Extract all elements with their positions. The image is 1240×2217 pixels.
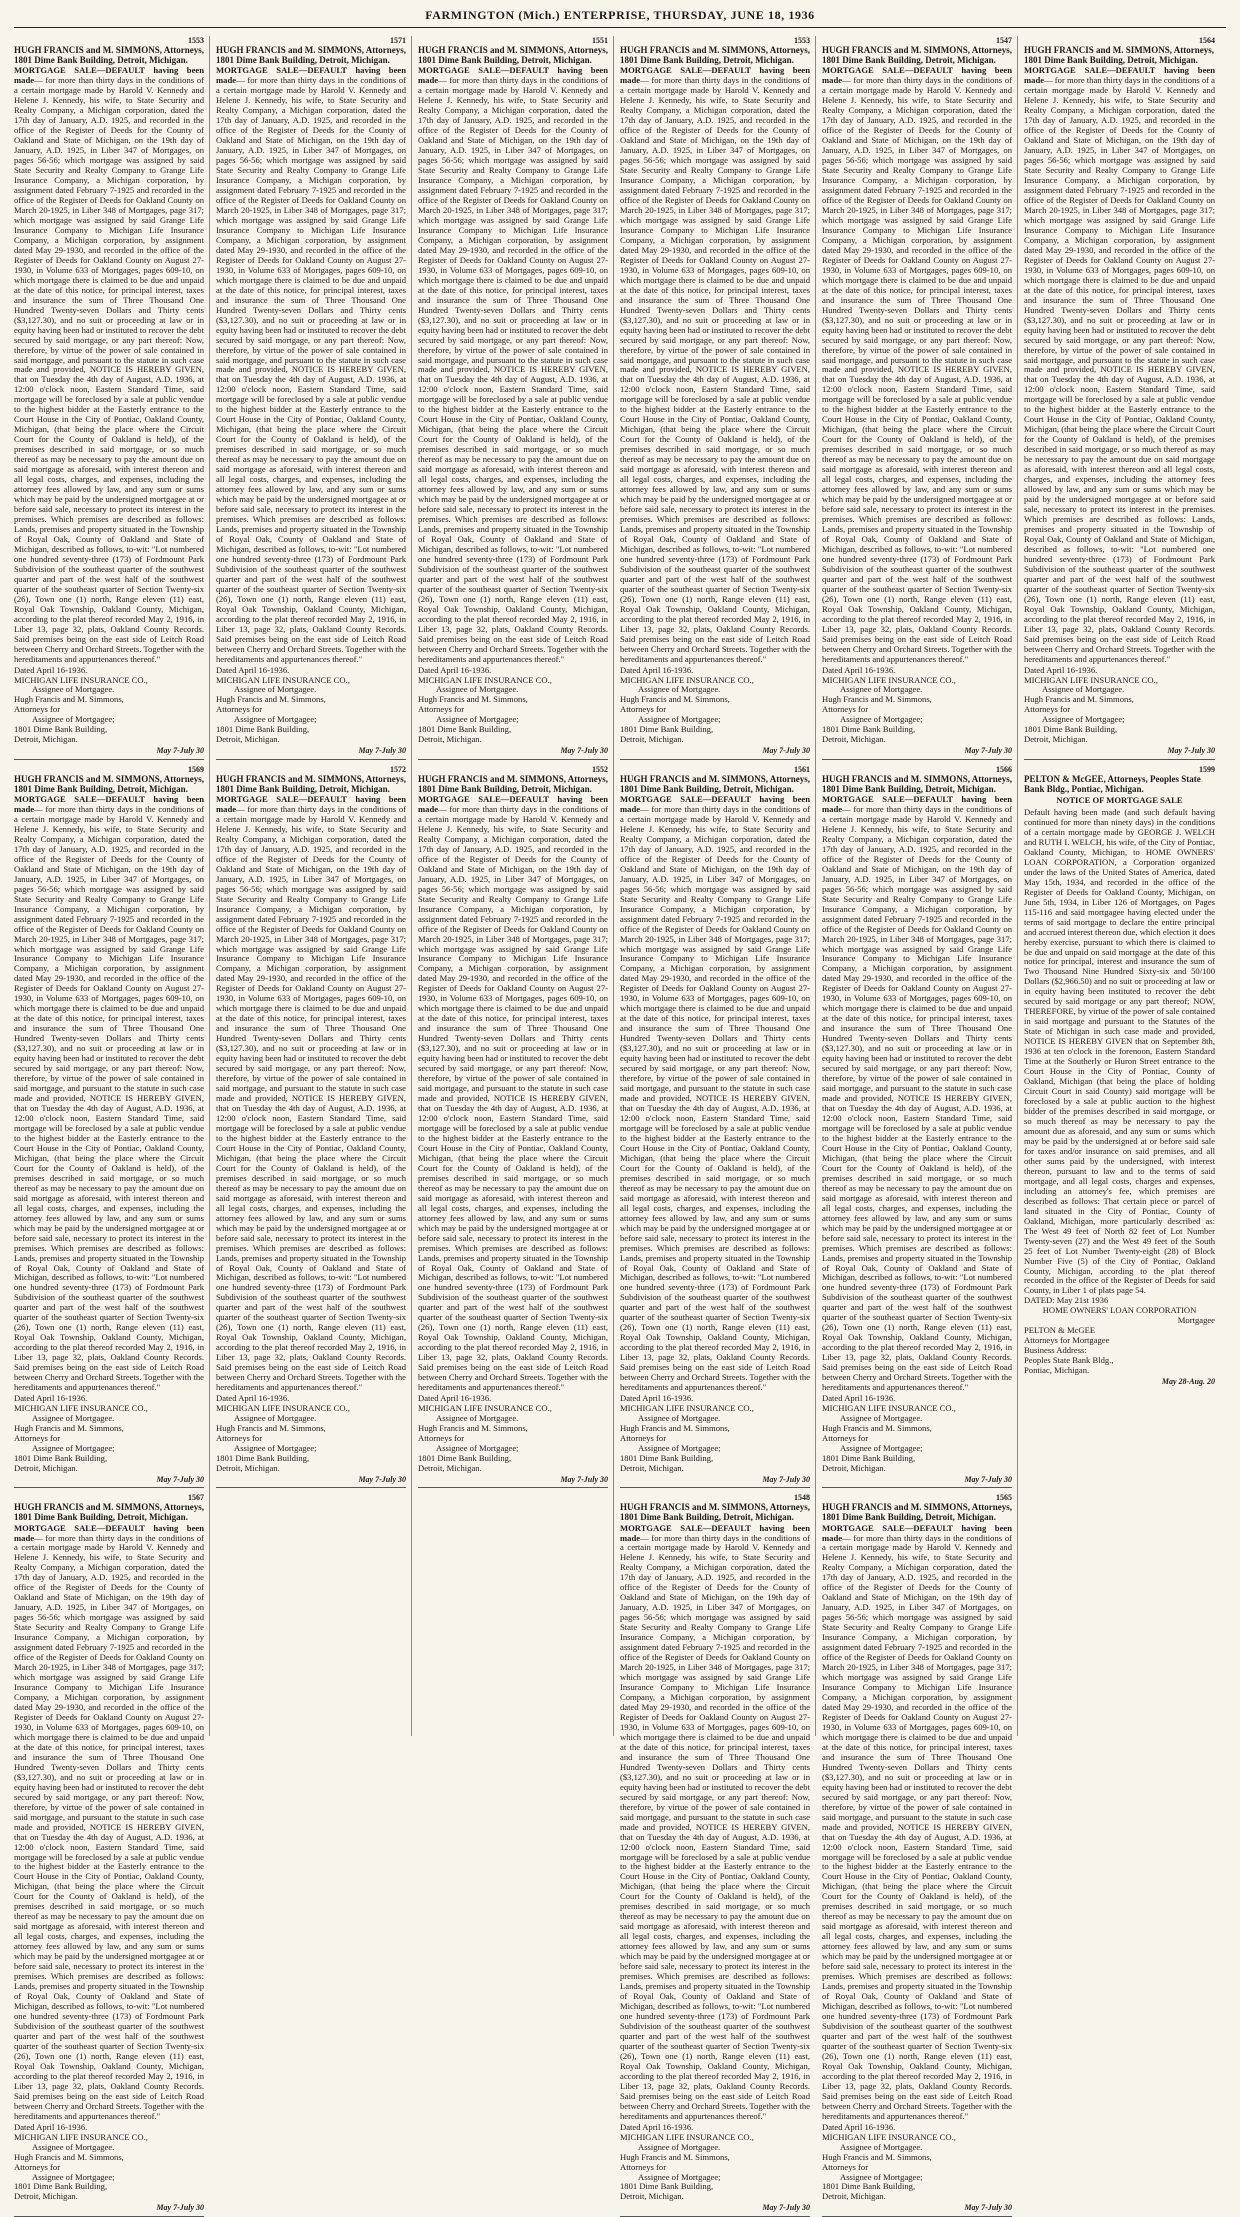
- column-3: [418, 36, 614, 1736]
- notice-address1: 1801 Dime Bank Building,: [620, 2181, 714, 2192]
- column-4: [620, 36, 816, 2213]
- notice-signature: [1024, 666, 1215, 746]
- notice-assignee: Assignee of Mortgagee.: [32, 2141, 115, 2152]
- notice-address1: 1801 Dime Bank Building,: [14, 724, 108, 735]
- notice-company: MICHIGAN LIFE INSURANCE CO.,: [14, 2131, 148, 2142]
- notice-attorneys-for: Attorneys for: [620, 1432, 667, 1443]
- notice-address2: Detroit, Michigan.: [216, 734, 280, 745]
- notice-signature: [620, 2123, 810, 2203]
- notice-header: HUGH FRANCIS and M. SIMMONS, Attorneys, 1801 Dime Bank Building, Detroit, Michigan.: [216, 773, 407, 794]
- notice-firm-role: Attorneys for Mortgagee: [1024, 1335, 1110, 1346]
- notice-number: 1572: [390, 764, 406, 774]
- legal-notice: [418, 765, 608, 1489]
- notice-address2: Detroit, Michigan.: [822, 1462, 886, 1473]
- notice-attorneys: Hugh Francis and M. Simmons,: [418, 1423, 528, 1434]
- notice-number: 1571: [390, 36, 406, 45]
- notice-assignee: Assignee of Mortgagee.: [1042, 684, 1125, 695]
- pelton-notice: [1024, 765, 1215, 1387]
- notice-dates: May 7-July 30: [1167, 746, 1215, 756]
- notice-address1: 1801 Dime Bank Building,: [14, 2181, 108, 2192]
- notice-signature: [14, 666, 204, 746]
- notice-body: MORTGAGE SALE—DEFAULT having been made— for more than thirty days in the conditions of a certain mortgage made by Harold V. Kennedy and Helene J. Kennedy, his wife, to State Security and Realty Company, a Michigan corporation, dated the 17th day of January, A.D. 1925, and recorded in the office of the Register of Deeds for the County of Oakland and State of Michigan, on the 19th day of January, A.D. 1925, in Liber 347 of Mortgages, on pages 56-56; which mortgage was assigned by said State Security and Realty Company to Grange Life Insurance Company, a Michigan corporation, by assignment dated February 7-1925 and recorded in the office of the Register of Deeds for Oakland County on March 20-1925, in Liber 348 of Mortgages, page 317; which mortgage was assigned by said Grange Life Insurance Company to Michigan Life Insurance Company, a Michigan corporation, by assignment dated May 29-1930, and recorded in the office of the Register of Deeds for Oakland County on August 27-1930, in Volume 633 of Mortgages, pages 609-10, on which mortgage there is claimed to be due and unpaid at the date of this notice, for principal interest, taxes and insurance the sum of Three Thousand One Hundred Twenty-seven Dollars and Thirty cents ($3,127.30), and no suit or proceeding at law or in equity having been had or instituted to recover the debt secured by said mortgage, or any part thereof: Now, therefore, by virtue of the power of sale contained in said mortgage, and pursuant to the statute in such case made and provided, NOTICE IS HEREBY GIVEN, that on Tuesday the 4th day of August, A.D. 1936, at 12:00 o'clock noon, Eastern Standard Time, said mortgage will be foreclosed by a sale at public vendue to the highest bidder at the Easterly entrance to the Court House in the City of Pontiac, Oakland County, Michigan, (that being the place where the Circuit Court for the County of Oakland is held), of the premises described in said mortgage, or so much thereof as may be necessary to pay the amount due on said mortgage as aforesaid, with interest thereon and all legal costs, charges, and expenses, including the attorney fees allowed by law, and any sum or sums which may be paid by the undersigned mortgagee at or before said sale, necessary to protect its interest in the premises. Which premises are described as follows: Lands, premises and property situated in the Township of Royal Oak, County of Oakland and State of Michigan, described as follows, to-wit: "Lot numbered one hundred seventy-three (173) of Fordmount Park Subdivision of the southeast quarter of the southwest quarter and part of the west half of the southwest quarter of the southeast quarter of Section Twenty-six (26), Town one (1) north, Range eleven (11) east, Royal Oak Township, Oakland County, Michigan, according to the plat thereof recorded May 2, 1916, in Liber 13, page 32, plats, Oakland County Records. Said premises being on the east side of Leitch Road between Cherry and Orchard Streets. Together with the hereditaments and appurtenances thereof.": [822, 1522, 1012, 2121]
- notice-lead: MORTGAGE SALE—DEFAULT having been made: [822, 65, 1012, 86]
- notice-divider: [216, 759, 406, 760]
- notice-assignee: Assignee of Mortgagee.: [32, 1413, 115, 1424]
- notice-company: MICHIGAN LIFE INSURANCE CO.,: [216, 674, 350, 685]
- notice-dates: May 28-Aug. 20: [1161, 1377, 1215, 1387]
- notice-dated: Dated April 16-1936.: [1024, 664, 1098, 675]
- notice-number: 1564: [1199, 36, 1215, 45]
- notice-divider: [620, 1487, 810, 1488]
- notice-header: HUGH FRANCIS and M. SIMMONS, Attorneys, 1801 Dime Bank Building, Detroit, Michigan.: [418, 45, 609, 66]
- notice-dates: May 7-July 30: [762, 1474, 810, 1484]
- notice-company: MICHIGAN LIFE INSURANCE CO.,: [1024, 674, 1158, 685]
- notice-text: for more than thirty days in the conditions of a certain mortgage made by Harold V. Kennedy and Helene J. Kennedy, his wife, to State Security and Realty Company, a Michigan corporation, dated the 17th day of January, A.D. 1925, and recorded in the office of the Register of Deeds for the County of Oakland and State of Michigan, on the 19th day of January, A.D. 1925, in Liber 347 of Mortgages, on pages 56-56; which mortgage was assigned by said State Security and Realty Company to Grange Life Insurance Company, a Michigan corporation, by assignment dated February 7-1925 and recorded in the office of the Register of Deeds for Oakland County on March 20-1925, in Liber 348 of Mortgages, page 317; which mortgage was assigned by said Grange Life Insurance Company to Michigan Life Insurance Company, a Michigan corporation, by assignment dated May 29-1930, and recorded in the office of the Register of Deeds for Oakland County on August 27-1930, in Volume 633 of Mortgages, pages 609-10, on which mortgage there is claimed to be due and unpaid at the date of this notice, for principal interest, taxes and insurance the sum of Three Thousand One Hundred Twenty-seven Dollars and Thirty cents ($3,127.30), and no suit or proceeding at law or in equity having been had or instituted to recover the debt secured by said mortgage, or any part thereof: Now, therefore, by virtue of the power of sale contained in said mortgage, and pursuant to the statute in such case made and provided, NOTICE IS HEREBY GIVEN, that on Tuesday the 4th day of August, A.D. 1936, at 12:00 o'clock noon, Eastern Standard Time, said mortgage will be foreclosed by a sale at public vendue to the highest bidder at the Easterly entrance to the Court House in the City of Pontiac, Oakland County, Michigan, (that being the place where the Circuit Court for the County of Oakland is held), of the premises described in said mortgage, or so much thereof as may be necessary to pay the amount due on said mortgage as aforesaid, with interest thereon and all legal costs, charges, and expenses, including the attorney fees allowed by law, and any sum or sums which may be paid by the undersigned mortgagee at or before said sale, necessary to protect its interest in the premises. Which premises are described as follows: Lands, premises and property situated in the Township of Royal Oak, County of Oakland and State of Michigan, described as follows, to-wit: "Lot numbered one hundred seventy-three (173) of Fordmount Park Subdivision of the southeast quarter of the southwest quarter and part of the west half of the southwest quarter of the southeast quarter of Section Twenty-six (26), Town one (1) north, Range eleven (11) east, Royal Oak Township, Oakland County, Michigan, according to the plat thereof recorded May 2, 1916, in Liber 13, page 32, plats, Oakland County Records. Said premises being on the east side of Leitch Road between Cherry and Orchard Streets. Together with the hereditaments and appurtenances thereof.": [822, 1532, 1012, 2121]
- notice-attorneys-for: Attorneys for: [216, 704, 263, 715]
- notice-body: MORTGAGE SALE—DEFAULT having been made— for more than thirty days in the conditions of a certain mortgage made by Harold V. Kennedy and Helene J. Kennedy, his wife, to State Security and Realty Company, a Michigan corporation, dated the 17th day of January, A.D. 1925, and recorded in the office of the Register of Deeds for the County of Oakland and State of Michigan, on the 19th day of January, A.D. 1925, in Liber 347 of Mortgages, on pages 56-56; which mortgage was assigned by said State Security and Realty Company to Grange Life Insurance Company, a Michigan corporation, by assignment dated February 7-1925 and recorded in the office of the Register of Deeds for Oakland County on March 20-1925, in Liber 348 of Mortgages, page 317; which mortgage was assigned by said Grange Life Insurance Company to Michigan Life Insurance Company, a Michigan corporation, by assignment dated May 29-1930, and recorded in the office of the Register of Deeds for Oakland County on August 27-1930, in Volume 633 of Mortgages, pages 609-10, on which mortgage there is claimed to be due and unpaid at the date of this notice, for principal interest, taxes and insurance the sum of Three Thousand One Hundred Twenty-seven Dollars and Thirty cents ($3,127.30), and no suit or proceeding at law or in equity having been had or instituted to recover the debt secured by said mortgage, or any part thereof: Now, therefore, by virtue of the power of sale contained in said mortgage, and pursuant to the statute in such case made and provided, NOTICE IS HEREBY GIVEN, that on Tuesday the 4th day of August, A.D. 1936, at 12:00 o'clock noon, Eastern Standard Time, said mortgage will be foreclosed by a sale at public vendue to the highest bidder at the Easterly entrance to the Court House in the City of Pontiac, Oakland County, Michigan, (that being the place where the Circuit Court for the County of Oakland is held), of the premises described in said mortgage, or so much thereof as may be necessary to pay the amount due on said mortgage as aforesaid, with interest thereon and all legal costs, charges, and expenses, including the attorney fees allowed by law, and any sum or sums which may be paid by the undersigned mortgagee at or before said sale, necessary to protect its interest in the premises. Which premises are described as follows: Lands, premises and property situated in the Township of Royal Oak, County of Oakland and State of Michigan, described as follows, to-wit: "Lot numbered one hundred seventy-three (173) of Fordmount Park Subdivision of the southeast quarter of the southwest quarter and part of the west half of the southwest quarter of the southeast quarter of Section Twenty-six (26), Town one (1) north, Range eleven (11) east, Royal Oak Township, Oakland County, Michigan, according to the plat thereof recorded May 2, 1916, in Liber 13, page 32, plats, Oakland County Records. Said premises being on the east side of Leitch Road between Cherry and Orchard Streets. Together with the hereditaments and appurtenances thereof.": [620, 65, 810, 664]
- notice-address1: 1801 Dime Bank Building,: [620, 724, 714, 735]
- column-5: [822, 36, 1018, 2213]
- notice-body: Default having been made (and such default having continued for more than ninety days) in the conditions of a certain mortgage made by GEORGE J. WELCH and RUTH I. WELCH, his wife, of the City of Pontiac, Oakland County, Michigan, to HOME OWNERS' LOAN CORPORATION, a Corporation organized under the laws of the United States of America, dated May 15th, 1934, and recorded in the office of the Register of Deeds for Oakland County, Michigan, on June 5th, 1934, in Liber 126 of Mortgages, on Pages 115-116 and said mortgagee having elected under the terms of said mortgage to declare the entire principal and accrued interest thereon due, which election it does hereby exercise, pursuant to which there is claimed to be due and unpaid on said mortgage at the date of this notice for principal, interest and insurance the sum of Two Thousand Nine Hundred Sixty-six and 50/100 Dollars ($2,966.50) and no suit or proceeding at law or in equity having been instituted to recover the debt secured by said mortgage or any part thereof; NOW, THEREFORE, by virtue of the power of sale contained in said mortgage and pursuant to the Statutes of the State of Michigan in such case made and provided, NOTICE IS HEREBY GIVEN that on September 8th, 1936 at ten o'clock in the forenoon, Eastern Standard Time at the Southerly or Huron Street entrance to the Court House in the City of Pontiac, County of Oakland, Michigan (that being the place of holding Circuit Court in said County) said mortgage will be foreclosed by a sale at public auction to the highest bidder of the premises described in said mortgage, or so much thereof as may be necessary to pay the amount due as aforesaid, and any sum or sums which may be paid by the undersigned at or before said sale for taxes and/or insurance on said premises, and all other sums paid by the undersigned, with interest thereon, pursuant to law and to the terms of said mortgage, and all legal costs, charges and expenses, including an attorney's fee, which premises are described as follows: That certain piece or parcel of land situated in the City of Pontiac, County of Oakland, Michigan, more particularly described as: The West 49 feet of North 82 feet of Lot Number Twenty-seven (27) and the West 49 feet of the South 25 feet of Lot Number Twenty-eight (28) of Block Number Five (5) of the City of Pontiac, Oakland County, Michigan, according to the plat thereof recorded in the office of the Register of Deeds for said County, in Liber 1 of plats page 54.: [1024, 806, 1215, 1296]
- notice-address2: Detroit, Michigan.: [822, 734, 886, 745]
- legal-notice: [216, 765, 406, 1489]
- notice-dates: May 7-July 30: [156, 2203, 204, 2213]
- notice-signature: [620, 1394, 810, 1474]
- notice-body: MORTGAGE SALE—DEFAULT having been made— for more than thirty days in the conditions of a certain mortgage made by Harold V. Kennedy and Helene J. Kennedy, his wife, to State Security and Realty Company, a Michigan corporation, dated the 17th day of January, A.D. 1925, and recorded in the office of the Register of Deeds for the County of Oakland and State of Michigan, on the 19th day of January, A.D. 1925, in Liber 347 of Mortgages, on pages 56-56; which mortgage was assigned by said State Security and Realty Company to Grange Life Insurance Company, a Michigan corporation, by assignment dated February 7-1925 and recorded in the office of the Register of Deeds for Oakland County on March 20-1925, in Liber 348 of Mortgages, page 317; which mortgage was assigned by said Grange Life Insurance Company to Michigan Life Insurance Company, a Michigan corporation, by assignment dated May 29-1930, and recorded in the office of the Register of Deeds for Oakland County on August 27-1930, in Volume 633 of Mortgages, pages 609-10, on which mortgage there is claimed to be due and unpaid at the date of this notice, for principal interest, taxes and insurance the sum of Three Thousand One Hundred Twenty-seven Dollars and Thirty cents ($3,127.30), and no suit or proceeding at law or in equity having been had or instituted to recover the debt secured by said mortgage, or any part thereof: Now, therefore, by virtue of the power of sale contained in said mortgage, and pursuant to the statute in such case made and provided, NOTICE IS HEREBY GIVEN, that on Tuesday the 4th day of August, A.D. 1936, at 12:00 o'clock noon, Eastern Standard Time, said mortgage will be foreclosed by a sale at public vendue to the highest bidder at the Easterly entrance to the Court House in the City of Pontiac, Oakland County, Michigan, (that being the place where the Circuit Court for the County of Oakland is held), of the premises described in said mortgage, or so much thereof as may be necessary to pay the amount due on said mortgage as aforesaid, with interest thereon and all legal costs, charges, and expenses, including the attorney fees allowed by law, and any sum or sums which may be paid by the undersigned mortgagee at or before said sale, necessary to protect its interest in the premises. Which premises are described as follows: Lands, premises and property situated in the Township of Royal Oak, County of Oakland and State of Michigan, described as follows, to-wit: "Lot numbered one hundred seventy-three (173) of Fordmount Park Subdivision of the southeast quarter of the southwest quarter and part of the west half of the southwest quarter of the southeast quarter of Section Twenty-six (26), Town one (1) north, Range eleven (11) east, Royal Oak Township, Oakland County, Michigan, according to the plat thereof recorded May 2, 1916, in Liber 13, page 32, plats, Oakland County Records. Said premises being on the east side of Leitch Road between Cherry and Orchard Streets. Together with the hereditaments and appurtenances thereof.": [216, 793, 406, 1393]
- notice-assignee2: Assignee of Mortgagee;: [436, 1442, 519, 1453]
- notice-lead: MORTGAGE SALE—DEFAULT having been made: [620, 1522, 810, 1543]
- notice-body: MORTGAGE SALE—DEFAULT having been made— for more than thirty days in the conditions of a certain mortgage made by Harold V. Kennedy and Helene J. Kennedy, his wife, to State Security and Realty Company, a Michigan corporation, dated the 17th day of January, A.D. 1925, and recorded in the office of the Register of Deeds for the County of Oakland and State of Michigan, on the 19th day of January, A.D. 1925, in Liber 347 of Mortgages, on pages 56-56; which mortgage was assigned by said State Security and Realty Company to Grange Life Insurance Company, a Michigan corporation, by assignment dated February 7-1925 and recorded in the office of the Register of Deeds for Oakland County on March 20-1925, in Liber 348 of Mortgages, page 317; which mortgage was assigned by said Grange Life Insurance Company to Michigan Life Insurance Company, a Michigan corporation, by assignment dated May 29-1930, and recorded in the office of the Register of Deeds for Oakland County on August 27-1930, in Volume 633 of Mortgages, pages 609-10, on which mortgage there is claimed to be due and unpaid at the date of this notice, for principal interest, taxes and insurance the sum of Three Thousand One Hundred Twenty-seven Dollars and Thirty cents ($3,127.30), and no suit or proceeding at law or in equity having been had or instituted to recover the debt secured by said mortgage, or any part thereof: Now, therefore, by virtue of the power of sale contained in said mortgage, and pursuant to the statute in such case made and provided, NOTICE IS HEREBY GIVEN, that on Tuesday the 4th day of August, A.D. 1936, at 12:00 o'clock noon, Eastern Standard Time, said mortgage will be foreclosed by a sale at public vendue to the highest bidder at the Easterly entrance to the Court House in the City of Pontiac, Oakland County, Michigan, (that being the place where the Circuit Court for the County of Oakland is held), of the premises described in said mortgage, or so much thereof as may be necessary to pay the amount due on said mortgage as aforesaid, with interest thereon and all legal costs, charges, and expenses, including the attorney fees allowed by law, and any sum or sums which may be paid by the undersigned mortgagee at or before said sale, necessary to protect its interest in the premises. Which premises are described as follows: Lands, premises and property situated in the Township of Royal Oak, County of Oakland and State of Michigan, described as follows, to-wit: "Lot numbered one hundred seventy-three (173) of Fordmount Park Subdivision of the southeast quarter of the southwest quarter and part of the west half of the southwest quarter of the southeast quarter of Section Twenty-six (26), Town one (1) north, Range eleven (11) east, Royal Oak Township, Oakland County, Michigan, according to the plat thereof recorded May 2, 1916, in Liber 13, page 32, plats, Oakland County Records. Said premises being on the east side of Leitch Road between Cherry and Orchard Streets. Together with the hereditaments and appurtenances thereof.": [822, 65, 1012, 664]
- notice-dated: Dated April 16-1936.: [822, 2121, 896, 2132]
- notice-bank: Peoples State Bank Bldg.,: [1024, 1355, 1114, 1366]
- notice-header: HUGH FRANCIS and M. SIMMONS, Attorneys, 1801 Dime Bank Building, Detroit, Michigan.: [14, 1502, 205, 1523]
- notice-body: MORTGAGE SALE—DEFAULT having been made— for more than thirty days in the conditions of a certain mortgage made by Harold V. Kennedy and Helene J. Kennedy, his wife, to State Security and Realty Company, a Michigan corporation, dated the 17th day of January, A.D. 1925, and recorded in the office of the Register of Deeds for the County of Oakland and State of Michigan, on the 19th day of January, A.D. 1925, in Liber 347 of Mortgages, on pages 56-56; which mortgage was assigned by said State Security and Realty Company to Grange Life Insurance Company, a Michigan corporation, by assignment dated February 7-1925 and recorded in the office of the Register of Deeds for Oakland County on March 20-1925, in Liber 348 of Mortgages, page 317; which mortgage was assigned by said Grange Life Insurance Company to Michigan Life Insurance Company, a Michigan corporation, by assignment dated May 29-1930, and recorded in the office of the Register of Deeds for Oakland County on August 27-1930, in Volume 633 of Mortgages, pages 609-10, on which mortgage there is claimed to be due and unpaid at the date of this notice, for principal interest, taxes and insurance the sum of Three Thousand One Hundred Twenty-seven Dollars and Thirty cents ($3,127.30), and no suit or proceeding at law or in equity having been had or instituted to recover the debt secured by said mortgage, or any part thereof: Now, therefore, by virtue of the power of sale contained in said mortgage, and pursuant to the statute in such case made and provided, NOTICE IS HEREBY GIVEN, that on Tuesday the 4th day of August, A.D. 1936, at 12:00 o'clock noon, Eastern Standard Time, said mortgage will be foreclosed by a sale at public vendue to the highest bidder at the Easterly entrance to the Court House in the City of Pontiac, Oakland County, Michigan, (that being the place where the Circuit Court for the County of Oakland is held), of the premises described in said mortgage, or so much thereof as may be necessary to pay the amount due on said mortgage as aforesaid, with interest thereon and all legal costs, charges, and expenses, including the attorney fees allowed by law, and any sum or sums which may be paid by the undersigned mortgagee at or before said sale, necessary to protect its interest in the premises. Which premises are described as follows: Lands, premises and property situated in the Township of Royal Oak, County of Oakland and State of Michigan, described as follows, to-wit: "Lot numbered one hundred seventy-three (173) of Fordmount Park Subdivision of the southeast quarter of the southwest quarter and part of the west half of the southwest quarter of the southeast quarter of Section Twenty-six (26), Town one (1) north, Range eleven (11) east, Royal Oak Township, Oakland County, Michigan, according to the plat thereof recorded May 2, 1916, in Liber 13, page 32, plats, Oakland County Records. Said premises being on the east side of Leitch Road between Cherry and Orchard Streets. Together with the hereditaments and appurtenances thereof.": [14, 65, 204, 664]
- notice-text: for more than thirty days in the conditions of a certain mortgage made by Harold V. Kennedy and Helene J. Kennedy, his wife, to State Security and Realty Company, a Michigan corporation, dated the 17th day of January, A.D. 1925, and recorded in the office of the Register of Deeds for the County of Oakland and State of Michigan, on the 19th day of January, A.D. 1925, in Liber 347 of Mortgages, on pages 56-56; which mortgage was assigned by said State Security and Realty Company to Grange Life Insurance Company, a Michigan corporation, by assignment dated February 7-1925 and recorded in the office of the Register of Deeds for Oakland County on March 20-1925, in Liber 348 of Mortgages, page 317; which mortgage was assigned by said Grange Life Insurance Company to Michigan Life Insurance Company, a Michigan corporation, by assignment dated May 29-1930, and recorded in the office of the Register of Deeds for Oakland County on August 27-1930, in Volume 633 of Mortgages, pages 609-10, on which mortgage there is claimed to be due and unpaid at the date of this notice, for principal interest, taxes and insurance the sum of Three Thousand One Hundred Twenty-seven Dollars and Thirty cents ($3,127.30), and no suit or proceeding at law or in equity having been had or instituted to recover the debt secured by said mortgage, or any part thereof: Now, therefore, by virtue of the power of sale contained in said mortgage, and pursuant to the statute in such case made and provided, NOTICE IS HEREBY GIVEN, that on Tuesday the 4th day of August, A.D. 1936, at 12:00 o'clock noon, Eastern Standard Time, said mortgage will be foreclosed by a sale at public vendue to the highest bidder at the Easterly entrance to the Court House in the City of Pontiac, Oakland County, Michigan, (that being the place where the Circuit Court for the County of Oakland is held), of the premises described in said mortgage, or so much thereof as may be necessary to pay the amount due on said mortgage as aforesaid, with interest thereon and all legal costs, charges, and expenses, including the attorney fees allowed by law, and any sum or sums which may be paid by the undersigned mortgagee at or before said sale, necessary to protect its interest in the premises. Which premises are described as follows: Lands, premises and property situated in the Township of Royal Oak, County of Oakland and State of Michigan, described as follows, to-wit: "Lot numbered one hundred seventy-three (173) of Fordmount Park Subdivision of the southeast quarter of the southwest quarter and part of the west half of the southwest quarter of the southeast quarter of Section Twenty-six (26), Town one (1) north, Range eleven (11) east, Royal Oak Township, Oakland County, Michigan, according to the plat thereof recorded May 2, 1916, in Liber 13, page 32, plats, Oakland County Records. Said premises being on the east side of Leitch Road between Cherry and Orchard Streets. Together with the hereditaments and appurtenances thereof.": [14, 75, 204, 664]
- notice-address2: Detroit, Michigan.: [418, 1462, 482, 1473]
- notice-assignee: Assignee of Mortgagee.: [436, 1413, 519, 1424]
- notice-attorneys-for: Attorneys for: [620, 2161, 667, 2172]
- notice-assignee2: Assignee of Mortgagee;: [234, 714, 317, 725]
- notice-signature: [822, 1394, 1012, 1474]
- notice-dated: Dated April 16-1936.: [620, 1393, 694, 1404]
- notice-dated: Dated April 16-1936.: [14, 1393, 88, 1404]
- notice-text: for more than thirty days in the conditions of a certain mortgage made by Harold V. Kennedy and Helene J. Kennedy, his wife, to State Security and Realty Company, a Michigan corporation, dated the 17th day of January, A.D. 1925, and recorded in the office of the Register of Deeds for the County of Oakland and State of Michigan, on the 19th day of January, A.D. 1925, in Liber 347 of Mortgages, on pages 56-56; which mortgage was assigned by said State Security and Realty Company to Grange Life Insurance Company, a Michigan corporation, by assignment dated February 7-1925 and recorded in the office of the Register of Deeds for Oakland County on March 20-1925, in Liber 348 of Mortgages, page 317; which mortgage was assigned by said Grange Life Insurance Company to Michigan Life Insurance Company, a Michigan corporation, by assignment dated May 29-1930, and recorded in the office of the Register of Deeds for Oakland County on August 27-1930, in Volume 633 of Mortgages, pages 609-10, on which mortgage there is claimed to be due and unpaid at the date of this notice, for principal interest, taxes and insurance the sum of Three Thousand One Hundred Twenty-seven Dollars and Thirty cents ($3,127.30), and no suit or proceeding at law or in equity having been had or instituted to recover the debt secured by said mortgage, or any part thereof: Now, therefore, by virtue of the power of sale contained in said mortgage, and pursuant to the statute in such case made and provided, NOTICE IS HEREBY GIVEN, that on Tuesday the 4th day of August, A.D. 1936, at 12:00 o'clock noon, Eastern Standard Time, said mortgage will be foreclosed by a sale at public vendue to the highest bidder at the Easterly entrance to the Court House in the City of Pontiac, Oakland County, Michigan, (that being the place where the Circuit Court for the County of Oakland is held), of the premises described in said mortgage, or so much thereof as may be necessary to pay the amount due on said mortgage as aforesaid, with interest thereon and all legal costs, charges, and expenses, including the attorney fees allowed by law, and any sum or sums which may be paid by the undersigned mortgagee at or before said sale, necessary to protect its interest in the premises. Which premises are described as follows: Lands, premises and property situated in the Township of Royal Oak, County of Oakland and State of Michigan, described as follows, to-wit: "Lot numbered one hundred seventy-three (173) of Fordmount Park Subdivision of the southeast quarter of the southwest quarter and part of the west half of the southwest quarter of the southeast quarter of Section Twenty-six (26), Town one (1) north, Range eleven (11) east, Royal Oak Township, Oakland County, Michigan, according to the plat thereof recorded May 2, 1916, in Liber 13, page 32, plats, Oakland County Records. Said premises being on the east side of Leitch Road between Cherry and Orchard Streets. Together with the hereditaments and appurtenances thereof.": [822, 75, 1012, 664]
- notice-header: HUGH FRANCIS and M. SIMMONS, Attorneys, 1801 Dime Bank Building, Detroit, Michigan.: [14, 45, 205, 66]
- notice-attorneys: Hugh Francis and M. Simmons,: [822, 2151, 932, 2162]
- notice-attorneys: Hugh Francis and M. Simmons,: [1024, 694, 1134, 705]
- notice-lender: HOME OWNERS' LOAN CORPORATION: [1042, 1305, 1197, 1316]
- notice-lead: MORTGAGE SALE—DEFAULT having been made: [216, 793, 406, 814]
- legal-notice: [14, 765, 204, 1489]
- notice-signature: [14, 2123, 204, 2203]
- notice-header: PELTON & McGEE, Attorneys, Peoples State Bank Bldg., Pontiac, Michigan.: [1024, 773, 1201, 794]
- legal-notice: [216, 36, 406, 760]
- notice-dates: May 7-July 30: [560, 746, 608, 756]
- notice-dated: Dated April 16-1936.: [418, 1393, 492, 1404]
- notice-number: 1553: [188, 36, 204, 45]
- notice-lead: MORTGAGE SALE—DEFAULT having been made: [216, 65, 406, 86]
- notice-text: for more than thirty days in the conditions of a certain mortgage made by Harold V. Kennedy and Helene J. Kennedy, his wife, to State Security and Realty Company, a Michigan corporation, dated the 17th day of January, A.D. 1925, and recorded in the office of the Register of Deeds for the County of Oakland and State of Michigan, on the 19th day of January, A.D. 1925, in Liber 347 of Mortgages, on pages 56-56; which mortgage was assigned by said State Security and Realty Company to Grange Life Insurance Company, a Michigan corporation, by assignment dated February 7-1925 and recorded in the office of the Register of Deeds for Oakland County on March 20-1925, in Liber 348 of Mortgages, page 317; which mortgage was assigned by said Grange Life Insurance Company to Michigan Life Insurance Company, a Michigan corporation, by assignment dated May 29-1930, and recorded in the office of the Register of Deeds for Oakland County on August 27-1930, in Volume 633 of Mortgages, pages 609-10, on which mortgage there is claimed to be due and unpaid at the date of this notice, for principal interest, taxes and insurance the sum of Three Thousand One Hundred Twenty-seven Dollars and Thirty cents ($3,127.30), and no suit or proceeding at law or in equity having been had or instituted to recover the debt secured by said mortgage, or any part thereof: Now, therefore, by virtue of the power of sale contained in said mortgage, and pursuant to the statute in such case made and provided, NOTICE IS HEREBY GIVEN, that on Tuesday the 4th day of August, A.D. 1936, at 12:00 o'clock noon, Eastern Standard Time, said mortgage will be foreclosed by a sale at public vendue to the highest bidder at the Easterly entrance to the Court House in the City of Pontiac, Oakland County, Michigan, (that being the place where the Circuit Court for the County of Oakland is held), of the premises described in said mortgage, or so much thereof as may be necessary to pay the amount due on said mortgage as aforesaid, with interest thereon and all legal costs, charges, and expenses, including the attorney fees allowed by law, and any sum or sums which may be paid by the undersigned mortgagee at or before said sale, necessary to protect its interest in the premises. Which premises are described as follows: Lands, premises and property situated in the Township of Royal Oak, County of Oakland and State of Michigan, described as follows, to-wit: "Lot numbered one hundred seventy-three (173) of Fordmount Park Subdivision of the southeast quarter of the southwest quarter and part of the west half of the southwest quarter of the southeast quarter of Section Twenty-six (26), Town one (1) north, Range eleven (11) east, Royal Oak Township, Oakland County, Michigan, according to the plat thereof recorded May 2, 1916, in Liber 13, page 32, plats, Oakland County Records. Said premises being on the east side of Leitch Road between Cherry and Orchard Streets. Together with the hereditaments and appurtenances thereof.": [620, 803, 810, 1393]
- notice-dates: May 7-July 30: [762, 2203, 810, 2213]
- notice-company: MICHIGAN LIFE INSURANCE CO.,: [14, 674, 148, 685]
- notice-text: for more than thirty days in the conditions of a certain mortgage made by Harold V. Kennedy and Helene J. Kennedy, his wife, to State Security and Realty Company, a Michigan corporation, dated the 17th day of January, A.D. 1925, and recorded in the office of the Register of Deeds for the County of Oakland and State of Michigan, on the 19th day of January, A.D. 1925, in Liber 347 of Mortgages, on pages 56-56; which mortgage was assigned by said State Security and Realty Company to Grange Life Insurance Company, a Michigan corporation, by assignment dated February 7-1925 and recorded in the office of the Register of Deeds for Oakland County on March 20-1925, in Liber 348 of Mortgages, page 317; which mortgage was assigned by said Grange Life Insurance Company to Michigan Life Insurance Company, a Michigan corporation, by assignment dated May 29-1930, and recorded in the office of the Register of Deeds for Oakland County on August 27-1930, in Volume 633 of Mortgages, pages 609-10, on which mortgage there is claimed to be due and unpaid at the date of this notice, for principal interest, taxes and insurance the sum of Three Thousand One Hundred Twenty-seven Dollars and Thirty cents ($3,127.30), and no suit or proceeding at law or in equity having been had or instituted to recover the debt secured by said mortgage, or any part thereof: Now, therefore, by virtue of the power of sale contained in said mortgage, and pursuant to the statute in such case made and provided, NOTICE IS HEREBY GIVEN, that on Tuesday the 4th day of August, A.D. 1936, at 12:00 o'clock noon, Eastern Standard Time, said mortgage will be foreclosed by a sale at public vendue to the highest bidder at the Easterly entrance to the Court House in the City of Pontiac, Oakland County, Michigan, (that being the place where the Circuit Court for the County of Oakland is held), of the premises described in said mortgage, or so much thereof as may be necessary to pay the amount due on said mortgage as aforesaid, with interest thereon and all legal costs, charges, and expenses, including the attorney fees allowed by law, and any sum or sums which may be paid by the undersigned mortgagee at or before said sale, necessary to protect its interest in the premises. Which premises are described as follows: Lands, premises and property situated in the Township of Royal Oak, County of Oakland and State of Michigan, described as follows, to-wit: "Lot numbered one hundred seventy-three (173) of Fordmount Park Subdivision of the southeast quarter of the southwest quarter and part of the west half of the southwest quarter of the southeast quarter of Section Twenty-six (26), Town one (1) north, Range eleven (11) east, Royal Oak Township, Oakland County, Michigan, according to the plat thereof recorded May 2, 1916, in Liber 13, page 32, plats, Oakland County Records. Said premises being on the east side of Leitch Road between Cherry and Orchard Streets. Together with the hereditaments and appurtenances thereof.": [216, 803, 406, 1393]
- notice-address1: 1801 Dime Bank Building,: [14, 1452, 108, 1463]
- notice-divider: [822, 759, 1012, 760]
- legal-notice: [620, 765, 810, 1489]
- masthead: FARMINGTON (Mich.) ENTERPRISE, THURSDAY, JUNE 18, 1936: [14, 8, 1226, 28]
- notice-body: MORTGAGE SALE—DEFAULT having been made— for more than thirty days in the conditions of a certain mortgage made by Harold V. Kennedy and Helene J. Kennedy, his wife, to State Security and Realty Company, a Michigan corporation, dated the 17th day of January, A.D. 1925, and recorded in the office of the Register of Deeds for the County of Oakland and State of Michigan, on the 19th day of January, A.D. 1925, in Liber 347 of Mortgages, on pages 56-56; which mortgage was assigned by said State Security and Realty Company to Grange Life Insurance Company, a Michigan corporation, by assignment dated February 7-1925 and recorded in the office of the Register of Deeds for Oakland County on March 20-1925, in Liber 348 of Mortgages, page 317; which mortgage was assigned by said Grange Life Insurance Company to Michigan Life Insurance Company, a Michigan corporation, by assignment dated May 29-1930, and recorded in the office of the Register of Deeds for Oakland County on August 27-1930, in Volume 633 of Mortgages, pages 609-10, on which mortgage there is claimed to be due and unpaid at the date of this notice, for principal interest, taxes and insurance the sum of Three Thousand One Hundred Twenty-seven Dollars and Thirty cents ($3,127.30), and no suit or proceeding at law or in equity having been had or instituted to recover the debt secured by said mortgage, or any part thereof: Now, therefore, by virtue of the power of sale contained in said mortgage, and pursuant to the statute in such case made and provided, NOTICE IS HEREBY GIVEN, that on Tuesday the 4th day of August, A.D. 1936, at 12:00 o'clock noon, Eastern Standard Time, said mortgage will be foreclosed by a sale at public vendue to the highest bidder at the Easterly entrance to the Court House in the City of Pontiac, Oakland County, Michigan, (that being the place where the Circuit Court for the County of Oakland is held), of the premises described in said mortgage, or so much thereof as may be necessary to pay the amount due on said mortgage as aforesaid, with interest thereon and all legal costs, charges, and expenses, including the attorney fees allowed by law, and any sum or sums which may be paid by the undersigned mortgagee at or before said sale, necessary to protect its interest in the premises. Which premises are described as follows: Lands, premises and property situated in the Township of Royal Oak, County of Oakland and State of Michigan, described as follows, to-wit: "Lot numbered one hundred seventy-three (173) of Fordmount Park Subdivision of the southeast quarter of the southwest quarter and part of the west half of the southwest quarter of the southeast quarter of Section Twenty-six (26), Town one (1) north, Range eleven (11) east, Royal Oak Township, Oakland County, Michigan, according to the plat thereof recorded May 2, 1916, in Liber 13, page 32, plats, Oakland County Records. Said premises being on the east side of Leitch Road between Cherry and Orchard Streets. Together with the hereditaments and appurtenances thereof.": [620, 793, 810, 1393]
- notice-signature: [822, 666, 1012, 746]
- notice-lead: MORTGAGE SALE—DEFAULT having been made: [418, 793, 608, 814]
- notice-signature: [620, 666, 810, 746]
- notice-address2: Detroit, Michigan.: [14, 734, 78, 745]
- notice-lead: MORTGAGE SALE—DEFAULT having been made: [620, 793, 810, 814]
- notice-text: for more than thirty days in the conditions of a certain mortgage made by Harold V. Kennedy and Helene J. Kennedy, his wife, to State Security and Realty Company, a Michigan corporation, dated the 17th day of January, A.D. 1925, and recorded in the office of the Register of Deeds for the County of Oakland and State of Michigan, on the 19th day of January, A.D. 1925, in Liber 347 of Mortgages, on pages 56-56; which mortgage was assigned by said State Security and Realty Company to Grange Life Insurance Company, a Michigan corporation, by assignment dated February 7-1925 and recorded in the office of the Register of Deeds for Oakland County on March 20-1925, in Liber 348 of Mortgages, page 317; which mortgage was assigned by said Grange Life Insurance Company to Michigan Life Insurance Company, a Michigan corporation, by assignment dated May 29-1930, and recorded in the office of the Register of Deeds for Oakland County on August 27-1930, in Volume 633 of Mortgages, pages 609-10, on which mortgage there is claimed to be due and unpaid at the date of this notice, for principal interest, taxes and insurance the sum of Three Thousand One Hundred Twenty-seven Dollars and Thirty cents ($3,127.30), and no suit or proceeding at law or in equity having been had or instituted to recover the debt secured by said mortgage, or any part thereof: Now, therefore, by virtue of the power of sale contained in said mortgage, and pursuant to the statute in such case made and provided, NOTICE IS HEREBY GIVEN, that on Tuesday the 4th day of August, A.D. 1936, at 12:00 o'clock noon, Eastern Standard Time, said mortgage will be foreclosed by a sale at public vendue to the highest bidder at the Easterly entrance to the Court House in the City of Pontiac, Oakland County, Michigan, (that being the place where the Circuit Court for the County of Oakland is held), of the premises described in said mortgage, or so much thereof as may be necessary to pay the amount due on said mortgage as aforesaid, with interest thereon and all legal costs, charges, and expenses, including the attorney fees allowed by law, and any sum or sums which may be paid by the undersigned mortgagee at or before said sale, necessary to protect its interest in the premises. Which premises are described as follows: Lands, premises and property situated in the Township of Royal Oak, County of Oakland and State of Michigan, described as follows, to-wit: "Lot numbered one hundred seventy-three (173) of Fordmount Park Subdivision of the southeast quarter of the southwest quarter and part of the west half of the southwest quarter of the southeast quarter of Section Twenty-six (26), Town one (1) north, Range eleven (11) east, Royal Oak Township, Oakland County, Michigan, according to the plat thereof recorded May 2, 1916, in Liber 13, page 32, plats, Oakland County Records. Said premises being on the east side of Leitch Road between Cherry and Orchard Streets. Together with the hereditaments and appurtenances thereof.": [216, 75, 406, 664]
- notice-text: for more than thirty days in the conditions of a certain mortgage made by Harold V. Kennedy and Helene J. Kennedy, his wife, to State Security and Realty Company, a Michigan corporation, dated the 17th day of January, A.D. 1925, and recorded in the office of the Register of Deeds for the County of Oakland and State of Michigan, on the 19th day of January, A.D. 1925, in Liber 347 of Mortgages, on pages 56-56; which mortgage was assigned by said State Security and Realty Company to Grange Life Insurance Company, a Michigan corporation, by assignment dated February 7-1925 and recorded in the office of the Register of Deeds for Oakland County on March 20-1925, in Liber 348 of Mortgages, page 317; which mortgage was assigned by said Grange Life Insurance Company to Michigan Life Insurance Company, a Michigan corporation, by assignment dated May 29-1930, and recorded in the office of the Register of Deeds for Oakland County on August 27-1930, in Volume 633 of Mortgages, pages 609-10, on which mortgage there is claimed to be due and unpaid at the date of this notice, for principal interest, taxes and insurance the sum of Three Thousand One Hundred Twenty-seven Dollars and Thirty cents ($3,127.30), and no suit or proceeding at law or in equity having been had or instituted to recover the debt secured by said mortgage, or any part thereof: Now, therefore, by virtue of the power of sale contained in said mortgage, and pursuant to the statute in such case made and provided, NOTICE IS HEREBY GIVEN, that on Tuesday the 4th day of August, A.D. 1936, at 12:00 o'clock noon, Eastern Standard Time, said mortgage will be foreclosed by a sale at public vendue to the highest bidder at the Easterly entrance to the Court House in the City of Pontiac, Oakland County, Michigan, (that being the place where the Circuit Court for the County of Oakland is held), of the premises described in said mortgage, or so much thereof as may be necessary to pay the amount due on said mortgage as aforesaid, with interest thereon and all legal costs, charges, and expenses, including the attorney fees allowed by law, and any sum or sums which may be paid by the undersigned mortgagee at or before said sale, necessary to protect its interest in the premises. Which premises are described as follows: Lands, premises and property situated in the Township of Royal Oak, County of Oakland and State of Michigan, described as follows, to-wit: "Lot numbered one hundred seventy-three (173) of Fordmount Park Subdivision of the southeast quarter of the southwest quarter and part of the west half of the southwest quarter of the southeast quarter of Section Twenty-six (26), Town one (1) north, Range eleven (11) east, Royal Oak Township, Oakland County, Michigan, according to the plat thereof recorded May 2, 1916, in Liber 13, page 32, plats, Oakland County Records. Said premises being on the east side of Leitch Road between Cherry and Orchard Streets. Together with the hereditaments and appurtenances thereof.": [822, 803, 1012, 1393]
- notice-lead: MORTGAGE SALE—DEFAULT having been made: [1024, 65, 1215, 86]
- notice-attorneys: Hugh Francis and M. Simmons,: [620, 2151, 730, 2162]
- notice-attorneys-for: Attorneys for: [822, 704, 869, 715]
- notice-text: for more than thirty days in the conditions of a certain mortgage made by Harold V. Kennedy and Helene J. Kennedy, his wife, to State Security and Realty Company, a Michigan corporation, dated the 17th day of January, A.D. 1925, and recorded in the office of the Register of Deeds for the County of Oakland and State of Michigan, on the 19th day of January, A.D. 1925, in Liber 347 of Mortgages, on pages 56-56; which mortgage was assigned by said State Security and Realty Company to Grange Life Insurance Company, a Michigan corporation, by assignment dated February 7-1925 and recorded in the office of the Register of Deeds for Oakland County on March 20-1925, in Liber 348 of Mortgages, page 317; which mortgage was assigned by said Grange Life Insurance Company to Michigan Life Insurance Company, a Michigan corporation, by assignment dated May 29-1930, and recorded in the office of the Register of Deeds for Oakland County on August 27-1930, in Volume 633 of Mortgages, pages 609-10, on which mortgage there is claimed to be due and unpaid at the date of this notice, for principal interest, taxes and insurance the sum of Three Thousand One Hundred Twenty-seven Dollars and Thirty cents ($3,127.30), and no suit or proceeding at law or in equity having been had or instituted to recover the debt secured by said mortgage, or any part thereof: Now, therefore, by virtue of the power of sale contained in said mortgage, and pursuant to the statute in such case made and provided, NOTICE IS HEREBY GIVEN, that on Tuesday the 4th day of August, A.D. 1936, at 12:00 o'clock noon, Eastern Standard Time, said mortgage will be foreclosed by a sale at public vendue to the highest bidder at the Easterly entrance to the Court House in the City of Pontiac, Oakland County, Michigan, (that being the place where the Circuit Court for the County of Oakland is held), of the premises described in said mortgage, or so much thereof as may be necessary to pay the amount due on said mortgage as aforesaid, with interest thereon and all legal costs, charges, and expenses, including the attorney fees allowed by law, and any sum or sums which may be paid by the undersigned mortgagee at or before said sale, necessary to protect its interest in the premises. Which premises are described as follows: Lands, premises and property situated in the Township of Royal Oak, County of Oakland and State of Michigan, described as follows, to-wit: "Lot numbered one hundred seventy-three (173) of Fordmount Park Subdivision of the southeast quarter of the southwest quarter and part of the west half of the southwest quarter of the southeast quarter of Section Twenty-six (26), Town one (1) north, Range eleven (11) east, Royal Oak Township, Oakland County, Michigan, according to the plat thereof recorded May 2, 1916, in Liber 13, page 32, plats, Oakland County Records. Said premises being on the east side of Leitch Road between Cherry and Orchard Streets. Together with the hereditaments and appurtenances thereof.": [1024, 75, 1215, 664]
- notice-signature: [418, 1394, 608, 1474]
- notice-address1: 1801 Dime Bank Building,: [418, 1452, 512, 1463]
- notice-assignee2: Assignee of Mortgagee;: [1042, 714, 1125, 725]
- legal-notice: [1024, 36, 1215, 760]
- notice-lead: MORTGAGE SALE—DEFAULT having been made: [620, 65, 810, 86]
- notice-assignee2: Assignee of Mortgagee;: [840, 1442, 923, 1453]
- notice-number: 1565: [996, 1493, 1012, 1503]
- notice-assignee2: Assignee of Mortgagee;: [638, 1442, 721, 1453]
- notice-attorneys-for: Attorneys for: [822, 1432, 869, 1443]
- notice-address2: Detroit, Michigan.: [620, 2191, 684, 2202]
- notice-address1: 1801 Dime Bank Building,: [822, 724, 916, 735]
- notice-attorneys-for: Attorneys for: [822, 2161, 869, 2172]
- columns: [14, 36, 1226, 2213]
- notice-attorneys-for: Attorneys for: [418, 704, 465, 715]
- notice-attorneys-for: Attorneys for: [216, 1432, 263, 1443]
- legal-notice: [822, 36, 1012, 760]
- legal-notice: [14, 1493, 204, 2217]
- notice-text: for more than thirty days in the conditions of a certain mortgage made by Harold V. Kennedy and Helene J. Kennedy, his wife, to State Security and Realty Company, a Michigan corporation, dated the 17th day of January, A.D. 1925, and recorded in the office of the Register of Deeds for the County of Oakland and State of Michigan, on the 19th day of January, A.D. 1925, in Liber 347 of Mortgages, on pages 56-56; which mortgage was assigned by said State Security and Realty Company to Grange Life Insurance Company, a Michigan corporation, by assignment dated February 7-1925 and recorded in the office of the Register of Deeds for Oakland County on March 20-1925, in Liber 348 of Mortgages, page 317; which mortgage was assigned by said Grange Life Insurance Company to Michigan Life Insurance Company, a Michigan corporation, by assignment dated May 29-1930, and recorded in the office of the Register of Deeds for Oakland County on August 27-1930, in Volume 633 of Mortgages, pages 609-10, on which mortgage there is claimed to be due and unpaid at the date of this notice, for principal interest, taxes and insurance the sum of Three Thousand One Hundred Twenty-seven Dollars and Thirty cents ($3,127.30), and no suit or proceeding at law or in equity having been had or instituted to recover the debt secured by said mortgage, or any part thereof: Now, therefore, by virtue of the power of sale contained in said mortgage, and pursuant to the statute in such case made and provided, NOTICE IS HEREBY GIVEN, that on Tuesday the 4th day of August, A.D. 1936, at 12:00 o'clock noon, Eastern Standard Time, said mortgage will be foreclosed by a sale at public vendue to the highest bidder at the Easterly entrance to the Court House in the City of Pontiac, Oakland County, Michigan, (that being the place where the Circuit Court for the County of Oakland is held), of the premises described in said mortgage, or so much thereof as may be necessary to pay the amount due on said mortgage as aforesaid, with interest thereon and all legal costs, charges, and expenses, including the attorney fees allowed by law, and any sum or sums which may be paid by the undersigned mortgagee at or before said sale, necessary to protect its interest in the premises. Which premises are described as follows: Lands, premises and property situated in the Township of Royal Oak, County of Oakland and State of Michigan, described as follows, to-wit: "Lot numbered one hundred seventy-three (173) of Fordmount Park Subdivision of the southeast quarter of the southwest quarter and part of the west half of the southwest quarter of the southeast quarter of Section Twenty-six (26), Town one (1) north, Range eleven (11) east, Royal Oak Township, Oakland County, Michigan, according to the plat thereof recorded May 2, 1916, in Liber 13, page 32, plats, Oakland County Records. Said premises being on the east side of Leitch Road between Cherry and Orchard Streets. Together with the hereditaments and appurtenances thereof.": [418, 803, 608, 1393]
- column-6: [1024, 36, 1220, 1736]
- notice-dates: May 7-July 30: [358, 1474, 406, 1484]
- notice-dated: Dated April 16-1936.: [620, 2121, 694, 2132]
- notice-address1: 1801 Dime Bank Building,: [822, 1452, 916, 1463]
- notice-assignee2: Assignee of Mortgagee;: [32, 714, 115, 725]
- notice-assignee: Assignee of Mortgagee.: [638, 1413, 721, 1424]
- notice-assignee2: Assignee of Mortgagee;: [32, 1442, 115, 1453]
- notice-company: MICHIGAN LIFE INSURANCE CO.,: [620, 2131, 754, 2142]
- notice-title: NOTICE OF MORTGAGE SALE: [1056, 794, 1183, 805]
- notice-header: HUGH FRANCIS and M. SIMMONS, Attorneys, 1801 Dime Bank Building, Detroit, Michigan.: [216, 45, 407, 66]
- notice-dates: May 7-July 30: [358, 746, 406, 756]
- notice-lead: MORTGAGE SALE—DEFAULT having been made: [14, 793, 204, 814]
- notice-role: Mortgagee: [1177, 1315, 1215, 1326]
- notice-lead: MORTGAGE SALE—DEFAULT having been made: [14, 1522, 204, 1543]
- notice-divider: [1024, 759, 1215, 760]
- notice-dates: May 7-July 30: [156, 1474, 204, 1484]
- notice-attorneys: Hugh Francis and M. Simmons,: [418, 694, 528, 705]
- notice-attorneys-for: Attorneys for: [14, 2161, 61, 2172]
- notice-address2: Detroit, Michigan.: [1024, 734, 1088, 745]
- notice-header: HUGH FRANCIS and M. SIMMONS, Attorneys, 1801 Dime Bank Building, Detroit, Michigan.: [620, 45, 811, 66]
- notice-attorneys: Hugh Francis and M. Simmons,: [216, 694, 326, 705]
- notice-body: MORTGAGE SALE—DEFAULT having been made— for more than thirty days in the conditions of a certain mortgage made by Harold V. Kennedy and Helene J. Kennedy, his wife, to State Security and Realty Company, a Michigan corporation, dated the 17th day of January, A.D. 1925, and recorded in the office of the Register of Deeds for the County of Oakland and State of Michigan, on the 19th day of January, A.D. 1925, in Liber 347 of Mortgages, on pages 56-56; which mortgage was assigned by said State Security and Realty Company to Grange Life Insurance Company, a Michigan corporation, by assignment dated February 7-1925 and recorded in the office of the Register of Deeds for Oakland County on March 20-1925, in Liber 348 of Mortgages, page 317; which mortgage was assigned by said Grange Life Insurance Company to Michigan Life Insurance Company, a Michigan corporation, by assignment dated May 29-1930, and recorded in the office of the Register of Deeds for Oakland County on August 27-1930, in Volume 633 of Mortgages, pages 609-10, on which mortgage there is claimed to be due and unpaid at the date of this notice, for principal interest, taxes and insurance the sum of Three Thousand One Hundred Twenty-seven Dollars and Thirty cents ($3,127.30), and no suit or proceeding at law or in equity having been had or instituted to recover the debt secured by said mortgage, or any part thereof: Now, therefore, by virtue of the power of sale contained in said mortgage, and pursuant to the statute in such case made and provided, NOTICE IS HEREBY GIVEN, that on Tuesday the 4th day of August, A.D. 1936, at 12:00 o'clock noon, Eastern Standard Time, said mortgage will be foreclosed by a sale at public vendue to the highest bidder at the Easterly entrance to the Court House in the City of Pontiac, Oakland County, Michigan, (that being the place where the Circuit Court for the County of Oakland is held), of the premises described in said mortgage, or so much thereof as may be necessary to pay the amount due on said mortgage as aforesaid, with interest thereon and all legal costs, charges, and expenses, including the attorney fees allowed by law, and any sum or sums which may be paid by the undersigned mortgagee at or before said sale, necessary to protect its interest in the premises. Which premises are described as follows: Lands, premises and property situated in the Township of Royal Oak, County of Oakland and State of Michigan, described as follows, to-wit: "Lot numbered one hundred seventy-three (173) of Fordmount Park Subdivision of the southeast quarter of the southwest quarter and part of the west half of the southwest quarter of the southeast quarter of Section Twenty-six (26), Town one (1) north, Range eleven (11) east, Royal Oak Township, Oakland County, Michigan, according to the plat thereof recorded May 2, 1916, in Liber 13, page 32, plats, Oakland County Records. Said premises being on the east side of Leitch Road between Cherry and Orchard Streets. Together with the hereditaments and appurtenances thereof.": [14, 1522, 204, 2121]
- notice-text: for more than thirty days in the conditions of a certain mortgage made by Harold V. Kennedy and Helene J. Kennedy, his wife, to State Security and Realty Company, a Michigan corporation, dated the 17th day of January, A.D. 1925, and recorded in the office of the Register of Deeds for the County of Oakland and State of Michigan, on the 19th day of January, A.D. 1925, in Liber 347 of Mortgages, on pages 56-56; which mortgage was assigned by said State Security and Realty Company to Grange Life Insurance Company, a Michigan corporation, by assignment dated February 7-1925 and recorded in the office of the Register of Deeds for Oakland County on March 20-1925, in Liber 348 of Mortgages, page 317; which mortgage was assigned by said Grange Life Insurance Company to Michigan Life Insurance Company, a Michigan corporation, by assignment dated May 29-1930, and recorded in the office of the Register of Deeds for Oakland County on August 27-1930, in Volume 633 of Mortgages, pages 609-10, on which mortgage there is claimed to be due and unpaid at the date of this notice, for principal interest, taxes and insurance the sum of Three Thousand One Hundred Twenty-seven Dollars and Thirty cents ($3,127.30), and no suit or proceeding at law or in equity having been had or instituted to recover the debt secured by said mortgage, or any part thereof: Now, therefore, by virtue of the power of sale contained in said mortgage, and pursuant to the statute in such case made and provided, NOTICE IS HEREBY GIVEN, that on Tuesday the 4th day of August, A.D. 1936, at 12:00 o'clock noon, Eastern Standard Time, said mortgage will be foreclosed by a sale at public vendue to the highest bidder at the Easterly entrance to the Court House in the City of Pontiac, Oakland County, Michigan, (that being the place where the Circuit Court for the County of Oakland is held), of the premises described in said mortgage, or so much thereof as may be necessary to pay the amount due on said mortgage as aforesaid, with interest thereon and all legal costs, charges, and expenses, including the attorney fees allowed by law, and any sum or sums which may be paid by the undersigned mortgagee at or before said sale, necessary to protect its interest in the premises. Which premises are described as follows: Lands, premises and property situated in the Township of Royal Oak, County of Oakland and State of Michigan, described as follows, to-wit: "Lot numbered one hundred seventy-three (173) of Fordmount Park Subdivision of the southeast quarter of the southwest quarter and part of the west half of the southwest quarter of the southeast quarter of Section Twenty-six (26), Town one (1) north, Range eleven (11) east, Royal Oak Township, Oakland County, Michigan, according to the plat thereof recorded May 2, 1916, in Liber 13, page 32, plats, Oakland County Records. Said premises being on the east side of Leitch Road between Cherry and Orchard Streets. Together with the hereditaments and appurtenances thereof.": [418, 75, 608, 664]
- notice-assignee2: Assignee of Mortgagee;: [32, 2171, 115, 2182]
- notice-dated: Dated April 16-1936.: [216, 1393, 290, 1404]
- notice-address2: Detroit, Michigan.: [620, 734, 684, 745]
- notice-header: HUGH FRANCIS and M. SIMMONS, Attorneys, 1801 Dime Bank Building, Detroit, Michigan.: [418, 773, 609, 794]
- notice-company: MICHIGAN LIFE INSURANCE CO.,: [822, 2131, 956, 2142]
- notice-attorneys-for: Attorneys for: [620, 704, 667, 715]
- notice-address2: Detroit, Michigan.: [14, 1462, 78, 1473]
- notice-assignee2: Assignee of Mortgagee;: [638, 714, 721, 725]
- notice-company: MICHIGAN LIFE INSURANCE CO.,: [620, 674, 754, 685]
- notice-number: 1551: [592, 36, 608, 45]
- notice-signature: [14, 1394, 204, 1474]
- notice-assignee: Assignee of Mortgagee.: [638, 684, 721, 695]
- notice-dates: May 7-July 30: [560, 1474, 608, 1484]
- notice-assignee: Assignee of Mortgagee.: [840, 1413, 923, 1424]
- notice-dated: Dated April 16-1936.: [14, 2121, 88, 2132]
- notice-address1: 1801 Dime Bank Building,: [216, 1452, 310, 1463]
- notice-divider: [216, 1487, 406, 1488]
- notice-address2: Detroit, Michigan.: [620, 1462, 684, 1473]
- notice-attorneys: Hugh Francis and M. Simmons,: [14, 1423, 124, 1434]
- notice-firm: PELTON & McGEE: [1024, 1325, 1096, 1336]
- notice-dates: May 7-July 30: [964, 1474, 1012, 1484]
- notice-text: for more than thirty days in the conditions of a certain mortgage made by Harold V. Kennedy and Helene J. Kennedy, his wife, to State Security and Realty Company, a Michigan corporation, dated the 17th day of January, A.D. 1925, and recorded in the office of the Register of Deeds for the County of Oakland and State of Michigan, on the 19th day of January, A.D. 1925, in Liber 347 of Mortgages, on pages 56-56; which mortgage was assigned by said State Security and Realty Company to Grange Life Insurance Company, a Michigan corporation, by assignment dated February 7-1925 and recorded in the office of the Register of Deeds for Oakland County on March 20-1925, in Liber 348 of Mortgages, page 317; which mortgage was assigned by said Grange Life Insurance Company to Michigan Life Insurance Company, a Michigan corporation, by assignment dated May 29-1930, and recorded in the office of the Register of Deeds for Oakland County on August 27-1930, in Volume 633 of Mortgages, pages 609-10, on which mortgage there is claimed to be due and unpaid at the date of this notice, for principal interest, taxes and insurance the sum of Three Thousand One Hundred Twenty-seven Dollars and Thirty cents ($3,127.30), and no suit or proceeding at law or in equity having been had or instituted to recover the debt secured by said mortgage, or any part thereof: Now, therefore, by virtue of the power of sale contained in said mortgage, and pursuant to the statute in such case made and provided, NOTICE IS HEREBY GIVEN, that on Tuesday the 4th day of August, A.D. 1936, at 12:00 o'clock noon, Eastern Standard Time, said mortgage will be foreclosed by a sale at public vendue to the highest bidder at the Easterly entrance to the Court House in the City of Pontiac, Oakland County, Michigan, (that being the place where the Circuit Court for the County of Oakland is held), of the premises described in said mortgage, or so much thereof as may be necessary to pay the amount due on said mortgage as aforesaid, with interest thereon and all legal costs, charges, and expenses, including the attorney fees allowed by law, and any sum or sums which may be paid by the undersigned mortgagee at or before said sale, necessary to protect its interest in the premises. Which premises are described as follows: Lands, premises and property situated in the Township of Royal Oak, County of Oakland and State of Michigan, described as follows, to-wit: "Lot numbered one hundred seventy-three (173) of Fordmount Park Subdivision of the southeast quarter of the southwest quarter and part of the west half of the southwest quarter of the southeast quarter of Section Twenty-six (26), Town one (1) north, Range eleven (11) east, Royal Oak Township, Oakland County, Michigan, according to the plat thereof recorded May 2, 1916, in Liber 13, page 32, plats, Oakland County Records. Said premises being on the east side of Leitch Road between Cherry and Orchard Streets. Together with the hereditaments and appurtenances thereof.": [14, 803, 204, 1393]
- notice-attorneys-for: Attorneys for: [14, 704, 61, 715]
- notice-signature: [216, 1394, 406, 1474]
- notice-company: MICHIGAN LIFE INSURANCE CO.,: [418, 674, 552, 685]
- notice-dated: Dated April 16-1936.: [14, 664, 88, 675]
- notice-attorneys: Hugh Francis and M. Simmons,: [620, 1423, 730, 1434]
- notice-text: for more than thirty days in the conditions of a certain mortgage made by Harold V. Kennedy and Helene J. Kennedy, his wife, to State Security and Realty Company, a Michigan corporation, dated the 17th day of January, A.D. 1925, and recorded in the office of the Register of Deeds for the County of Oakland and State of Michigan, on the 19th day of January, A.D. 1925, in Liber 347 of Mortgages, on pages 56-56; which mortgage was assigned by said State Security and Realty Company to Grange Life Insurance Company, a Michigan corporation, by assignment dated February 7-1925 and recorded in the office of the Register of Deeds for Oakland County on March 20-1925, in Liber 348 of Mortgages, page 317; which mortgage was assigned by said Grange Life Insurance Company to Michigan Life Insurance Company, a Michigan corporation, by assignment dated May 29-1930, and recorded in the office of the Register of Deeds for Oakland County on August 27-1930, in Volume 633 of Mortgages, pages 609-10, on which mortgage there is claimed to be due and unpaid at the date of this notice, for principal interest, taxes and insurance the sum of Three Thousand One Hundred Twenty-seven Dollars and Thirty cents ($3,127.30), and no suit or proceeding at law or in equity having been had or instituted to recover the debt secured by said mortgage, or any part thereof: Now, therefore, by virtue of the power of sale contained in said mortgage, and pursuant to the statute in such case made and provided, NOTICE IS HEREBY GIVEN, that on Tuesday the 4th day of August, A.D. 1936, at 12:00 o'clock noon, Eastern Standard Time, said mortgage will be foreclosed by a sale at public vendue to the highest bidder at the Easterly entrance to the Court House in the City of Pontiac, Oakland County, Michigan, (that being the place where the Circuit Court for the County of Oakland is held), of the premises described in said mortgage, or so much thereof as may be necessary to pay the amount due on said mortgage as aforesaid, with interest thereon and all legal costs, charges, and expenses, including the attorney fees allowed by law, and any sum or sums which may be paid by the undersigned mortgagee at or before said sale, necessary to protect its interest in the premises. Which premises are described as follows: Lands, premises and property situated in the Township of Royal Oak, County of Oakland and State of Michigan, described as follows, to-wit: "Lot numbered one hundred seventy-three (173) of Fordmount Park Subdivision of the southeast quarter of the southwest quarter and part of the west half of the southwest quarter of the southeast quarter of Section Twenty-six (26), Town one (1) north, Range eleven (11) east, Royal Oak Township, Oakland County, Michigan, according to the plat thereof recorded May 2, 1916, in Liber 13, page 32, plats, Oakland County Records. Said premises being on the east side of Leitch Road between Cherry and Orchard Streets. Together with the hereditaments and appurtenances thereof.": [620, 75, 810, 664]
- notice-body: MORTGAGE SALE—DEFAULT having been made— for more than thirty days in the conditions of a certain mortgage made by Harold V. Kennedy and Helene J. Kennedy, his wife, to State Security and Realty Company, a Michigan corporation, dated the 17th day of January, A.D. 1925, and recorded in the office of the Register of Deeds for the County of Oakland and State of Michigan, on the 19th day of January, A.D. 1925, in Liber 347 of Mortgages, on pages 56-56; which mortgage was assigned by said State Security and Realty Company to Grange Life Insurance Company, a Michigan corporation, by assignment dated February 7-1925 and recorded in the office of the Register of Deeds for Oakland County on March 20-1925, in Liber 348 of Mortgages, page 317; which mortgage was assigned by said Grange Life Insurance Company to Michigan Life Insurance Company, a Michigan corporation, by assignment dated May 29-1930, and recorded in the office of the Register of Deeds for Oakland County on August 27-1930, in Volume 633 of Mortgages, pages 609-10, on which mortgage there is claimed to be due and unpaid at the date of this notice, for principal interest, taxes and insurance the sum of Three Thousand One Hundred Twenty-seven Dollars and Thirty cents ($3,127.30), and no suit or proceeding at law or in equity having been had or instituted to recover the debt secured by said mortgage, or any part thereof: Now, therefore, by virtue of the power of sale contained in said mortgage, and pursuant to the statute in such case made and provided, NOTICE IS HEREBY GIVEN, that on Tuesday the 4th day of August, A.D. 1936, at 12:00 o'clock noon, Eastern Standard Time, said mortgage will be foreclosed by a sale at public vendue to the highest bidder at the Easterly entrance to the Court House in the City of Pontiac, Oakland County, Michigan, (that being the place where the Circuit Court for the County of Oakland is held), of the premises described in said mortgage, or so much thereof as may be necessary to pay the amount due on said mortgage as aforesaid, with interest thereon and all legal costs, charges, and expenses, including the attorney fees allowed by law, and any sum or sums which may be paid by the undersigned mortgagee at or before said sale, necessary to protect its interest in the premises. Which premises are described as follows: Lands, premises and property situated in the Township of Royal Oak, County of Oakland and State of Michigan, described as follows, to-wit: "Lot numbered one hundred seventy-three (173) of Fordmount Park Subdivision of the southeast quarter of the southwest quarter and part of the west half of the southwest quarter of the southeast quarter of Section Twenty-six (26), Town one (1) north, Range eleven (11) east, Royal Oak Township, Oakland County, Michigan, according to the plat thereof recorded May 2, 1916, in Liber 13, page 32, plats, Oakland County Records. Said premises being on the east side of Leitch Road between Cherry and Orchard Streets. Together with the hereditaments and appurtenances thereof.": [822, 793, 1012, 1393]
- notice-assignee: Assignee of Mortgagee.: [840, 2141, 923, 2152]
- notice-number: 1567: [188, 1493, 204, 1503]
- notice-assignee: Assignee of Mortgagee.: [436, 684, 519, 695]
- notice-header: HUGH FRANCIS and M. SIMMONS, Attorneys, 1801 Dime Bank Building, Detroit, Michigan.: [822, 45, 1013, 66]
- notice-header: HUGH FRANCIS and M. SIMMONS, Attorneys, 1801 Dime Bank Building, Detroit, Michigan.: [14, 773, 205, 794]
- notice-divider: [620, 759, 810, 760]
- notice-header: HUGH FRANCIS and M. SIMMONS, Attorneys, 1801 Dime Bank Building, Detroit, Michigan.: [1024, 45, 1215, 66]
- notice-number: 1569: [188, 764, 204, 774]
- notice-assignee: Assignee of Mortgagee.: [638, 2141, 721, 2152]
- column-2: [216, 36, 412, 1736]
- notice-address2: Detroit, Michigan.: [14, 2191, 78, 2202]
- notice-assignee2: Assignee of Mortgagee;: [840, 714, 923, 725]
- notice-signature: [216, 666, 406, 746]
- notice-city: Pontiac, Michigan.: [1024, 1365, 1090, 1376]
- notice-lead: MORTGAGE SALE—DEFAULT having been made: [418, 65, 608, 86]
- notice-number: 1561: [794, 764, 810, 774]
- notice-number: 1547: [996, 36, 1012, 45]
- notice-dates: May 7-July 30: [762, 746, 810, 756]
- notice-dated: Dated April 16-1936.: [822, 664, 896, 675]
- notice-header: HUGH FRANCIS and M. SIMMONS, Attorneys, 1801 Dime Bank Building, Detroit, Michigan.: [620, 773, 811, 794]
- notice-address2: Detroit, Michigan.: [418, 734, 482, 745]
- notice-business-address: Business Address:: [1024, 1345, 1087, 1356]
- notice-divider: [822, 1487, 1012, 1488]
- notice-divider: [14, 759, 204, 760]
- notice-dated: DATED: May 21st 1936: [1024, 1295, 1109, 1306]
- notice-assignee: Assignee of Mortgagee.: [840, 684, 923, 695]
- notice-address2: Detroit, Michigan.: [216, 1462, 280, 1473]
- notice-divider: [418, 1487, 608, 1488]
- notice-number: 1553: [794, 36, 810, 45]
- notice-number: 1566: [996, 764, 1012, 774]
- notice-company: MICHIGAN LIFE INSURANCE CO.,: [418, 1403, 552, 1414]
- notice-assignee: Assignee of Mortgagee.: [234, 684, 317, 695]
- notice-assignee: Assignee of Mortgagee.: [234, 1413, 317, 1424]
- notice-body: MORTGAGE SALE—DEFAULT having been made— for more than thirty days in the conditions of a certain mortgage made by Harold V. Kennedy and Helene J. Kennedy, his wife, to State Security and Realty Company, a Michigan corporation, dated the 17th day of January, A.D. 1925, and recorded in the office of the Register of Deeds for the County of Oakland and State of Michigan, on the 19th day of January, A.D. 1925, in Liber 347 of Mortgages, on pages 56-56; which mortgage was assigned by said State Security and Realty Company to Grange Life Insurance Company, a Michigan corporation, by assignment dated February 7-1925 and recorded in the office of the Register of Deeds for Oakland County on March 20-1925, in Liber 348 of Mortgages, page 317; which mortgage was assigned by said Grange Life Insurance Company to Michigan Life Insurance Company, a Michigan corporation, by assignment dated May 29-1930, and recorded in the office of the Register of Deeds for Oakland County on August 27-1930, in Volume 633 of Mortgages, pages 609-10, on which mortgage there is claimed to be due and unpaid at the date of this notice, for principal interest, taxes and insurance the sum of Three Thousand One Hundred Twenty-seven Dollars and Thirty cents ($3,127.30), and no suit or proceeding at law or in equity having been had or instituted to recover the debt secured by said mortgage, or any part thereof: Now, therefore, by virtue of the power of sale contained in said mortgage, and pursuant to the statute in such case made and provided, NOTICE IS HEREBY GIVEN, that on Tuesday the 4th day of August, A.D. 1936, at 12:00 o'clock noon, Eastern Standard Time, said mortgage will be foreclosed by a sale at public vendue to the highest bidder at the Easterly entrance to the Court House in the City of Pontiac, Oakland County, Michigan, (that being the place where the Circuit Court for the County of Oakland is held), of the premises described in said mortgage, or so much thereof as may be necessary to pay the amount due on said mortgage as aforesaid, with interest thereon and all legal costs, charges, and expenses, including the attorney fees allowed by law, and any sum or sums which may be paid by the undersigned mortgagee at or before said sale, necessary to protect its interest in the premises. Which premises are described as follows: Lands, premises and property situated in the Township of Royal Oak, County of Oakland and State of Michigan, described as follows, to-wit: "Lot numbered one hundred seventy-three (173) of Fordmount Park Subdivision of the southeast quarter of the southwest quarter and part of the west half of the southwest quarter of the southeast quarter of Section Twenty-six (26), Town one (1) north, Range eleven (11) east, Royal Oak Township, Oakland County, Michigan, according to the plat thereof recorded May 2, 1916, in Liber 13, page 32, plats, Oakland County Records. Said premises being on the east side of Leitch Road between Cherry and Orchard Streets. Together with the hereditaments and appurtenances thereof.": [216, 65, 406, 664]
- notice-company: MICHIGAN LIFE INSURANCE CO.,: [14, 1403, 148, 1414]
- notice-attorneys-for: Attorneys for: [1024, 704, 1071, 715]
- notice-number: 1552: [592, 764, 608, 774]
- notice-header: HUGH FRANCIS and M. SIMMONS, Attorneys, 1801 Dime Bank Building, Detroit, Michigan.: [822, 1502, 1013, 1523]
- notice-attorneys-for: Attorneys for: [14, 1432, 61, 1443]
- notice-address1: 1801 Dime Bank Building,: [418, 724, 512, 735]
- notice-text: for more than thirty days in the conditions of a certain mortgage made by Harold V. Kennedy and Helene J. Kennedy, his wife, to State Security and Realty Company, a Michigan corporation, dated the 17th day of January, A.D. 1925, and recorded in the office of the Register of Deeds for the County of Oakland and State of Michigan, on the 19th day of January, A.D. 1925, in Liber 347 of Mortgages, on pages 56-56; which mortgage was assigned by said State Security and Realty Company to Grange Life Insurance Company, a Michigan corporation, by assignment dated February 7-1925 and recorded in the office of the Register of Deeds for Oakland County on March 20-1925, in Liber 348 of Mortgages, page 317; which mortgage was assigned by said Grange Life Insurance Company to Michigan Life Insurance Company, a Michigan corporation, by assignment dated May 29-1930, and recorded in the office of the Register of Deeds for Oakland County on August 27-1930, in Volume 633 of Mortgages, pages 609-10, on which mortgage there is claimed to be due and unpaid at the date of this notice, for principal interest, taxes and insurance the sum of Three Thousand One Hundred Twenty-seven Dollars and Thirty cents ($3,127.30), and no suit or proceeding at law or in equity having been had or instituted to recover the debt secured by said mortgage, or any part thereof: Now, therefore, by virtue of the power of sale contained in said mortgage, and pursuant to the statute in such case made and provided, NOTICE IS HEREBY GIVEN, that on Tuesday the 4th day of August, A.D. 1936, at 12:00 o'clock noon, Eastern Standard Time, said mortgage will be foreclosed by a sale at public vendue to the highest bidder at the Easterly entrance to the Court House in the City of Pontiac, Oakland County, Michigan, (that being the place where the Circuit Court for the County of Oakland is held), of the premises described in said mortgage, or so much thereof as may be necessary to pay the amount due on said mortgage as aforesaid, with interest thereon and all legal costs, charges, and expenses, including the attorney fees allowed by law, and any sum or sums which may be paid by the undersigned mortgagee at or before said sale, necessary to protect its interest in the premises. Which premises are described as follows: Lands, premises and property situated in the Township of Royal Oak, County of Oakland and State of Michigan, described as follows, to-wit: "Lot numbered one hundred seventy-three (173) of Fordmount Park Subdivision of the southeast quarter of the southwest quarter and part of the west half of the southwest quarter of the southeast quarter of Section Twenty-six (26), Town one (1) north, Range eleven (11) east, Royal Oak Township, Oakland County, Michigan, according to the plat thereof recorded May 2, 1916, in Liber 13, page 32, plats, Oakland County Records. Said premises being on the east side of Leitch Road between Cherry and Orchard Streets. Together with the hereditaments and appurtenances thereof.": [14, 1532, 204, 2121]
- notice-body: MORTGAGE SALE—DEFAULT having been made— for more than thirty days in the conditions of a certain mortgage made by Harold V. Kennedy and Helene J. Kennedy, his wife, to State Security and Realty Company, a Michigan corporation, dated the 17th day of January, A.D. 1925, and recorded in the office of the Register of Deeds for the County of Oakland and State of Michigan, on the 19th day of January, A.D. 1925, in Liber 347 of Mortgages, on pages 56-56; which mortgage was assigned by said State Security and Realty Company to Grange Life Insurance Company, a Michigan corporation, by assignment dated February 7-1925 and recorded in the office of the Register of Deeds for Oakland County on March 20-1925, in Liber 348 of Mortgages, page 317; which mortgage was assigned by said Grange Life Insurance Company to Michigan Life Insurance Company, a Michigan corporation, by assignment dated May 29-1930, and recorded in the office of the Register of Deeds for Oakland County on August 27-1930, in Volume 633 of Mortgages, pages 609-10, on which mortgage there is claimed to be due and unpaid at the date of this notice, for principal interest, taxes and insurance the sum of Three Thousand One Hundred Twenty-seven Dollars and Thirty cents ($3,127.30), and no suit or proceeding at law or in equity having been had or instituted to recover the debt secured by said mortgage, or any part thereof: Now, therefore, by virtue of the power of sale contained in said mortgage, and pursuant to the statute in such case made and provided, NOTICE IS HEREBY GIVEN, that on Tuesday the 4th day of August, A.D. 1936, at 12:00 o'clock noon, Eastern Standard Time, said mortgage will be foreclosed by a sale at public vendue to the highest bidder at the Easterly entrance to the Court House in the City of Pontiac, Oakland County, Michigan, (that being the place where the Circuit Court for the County of Oakland is held), of the premises described in said mortgage, or so much thereof as may be necessary to pay the amount due on said mortgage as aforesaid, with interest thereon and all legal costs, charges, and expenses, including the attorney fees allowed by law, and any sum or sums which may be paid by the undersigned mortgagee at or before said sale, necessary to protect its interest in the premises. Which premises are described as follows: Lands, premises and property situated in the Township of Royal Oak, County of Oakland and State of Michigan, described as follows, to-wit: "Lot numbered one hundred seventy-three (173) of Fordmount Park Subdivision of the southeast quarter of the southwest quarter and part of the west half of the southwest quarter of the southeast quarter of Section Twenty-six (26), Town one (1) north, Range eleven (11) east, Royal Oak Township, Oakland County, Michigan, according to the plat thereof recorded May 2, 1916, in Liber 13, page 32, plats, Oakland County Records. Said premises being on the east side of Leitch Road between Cherry and Orchard Streets. Together with the hereditaments and appurtenances thereof.": [418, 65, 608, 664]
- notice-dates: May 7-July 30: [964, 746, 1012, 756]
- notice-lead: MORTGAGE SALE—DEFAULT having been made: [14, 65, 204, 86]
- notice-assignee2: Assignee of Mortgagee;: [436, 714, 519, 725]
- notice-assignee: Assignee of Mortgagee.: [32, 684, 115, 695]
- notice-attorneys: Hugh Francis and M. Simmons,: [216, 1423, 326, 1434]
- notice-address1: 1801 Dime Bank Building,: [1024, 724, 1118, 735]
- notice-text: for more than thirty days in the conditions of a certain mortgage made by Harold V. Kennedy and Helene J. Kennedy, his wife, to State Security and Realty Company, a Michigan corporation, dated the 17th day of January, A.D. 1925, and recorded in the office of the Register of Deeds for the County of Oakland and State of Michigan, on the 19th day of January, A.D. 1925, in Liber 347 of Mortgages, on pages 56-56; which mortgage was assigned by said State Security and Realty Company to Grange Life Insurance Company, a Michigan corporation, by assignment dated February 7-1925 and recorded in the office of the Register of Deeds for Oakland County on March 20-1925, in Liber 348 of Mortgages, page 317; which mortgage was assigned by said Grange Life Insurance Company to Michigan Life Insurance Company, a Michigan corporation, by assignment dated May 29-1930, and recorded in the office of the Register of Deeds for Oakland County on August 27-1930, in Volume 633 of Mortgages, pages 609-10, on which mortgage there is claimed to be due and unpaid at the date of this notice, for principal interest, taxes and insurance the sum of Three Thousand One Hundred Twenty-seven Dollars and Thirty cents ($3,127.30), and no suit or proceeding at law or in equity having been had or instituted to recover the debt secured by said mortgage, or any part thereof: Now, therefore, by virtue of the power of sale contained in said mortgage, and pursuant to the statute in such case made and provided, NOTICE IS HEREBY GIVEN, that on Tuesday the 4th day of August, A.D. 1936, at 12:00 o'clock noon, Eastern Standard Time, said mortgage will be foreclosed by a sale at public vendue to the highest bidder at the Easterly entrance to the Court House in the City of Pontiac, Oakland County, Michigan, (that being the place where the Circuit Court for the County of Oakland is held), of the premises described in said mortgage, or so much thereof as may be necessary to pay the amount due on said mortgage as aforesaid, with interest thereon and all legal costs, charges, and expenses, including the attorney fees allowed by law, and any sum or sums which may be paid by the undersigned mortgagee at or before said sale, necessary to protect its interest in the premises. Which premises are described as follows: Lands, premises and property situated in the Township of Royal Oak, County of Oakland and State of Michigan, described as follows, to-wit: "Lot numbered one hundred seventy-three (173) of Fordmount Park Subdivision of the southeast quarter of the southwest quarter and part of the west half of the southwest quarter of the southeast quarter of Section Twenty-six (26), Town one (1) north, Range eleven (11) east, Royal Oak Township, Oakland County, Michigan, according to the plat thereof recorded May 2, 1916, in Liber 13, page 32, plats, Oakland County Records. Said premises being on the east side of Leitch Road between Cherry and Orchard Streets. Together with the hereditaments and appurtenances thereof.": [620, 1532, 810, 2121]
- notice-signature: [822, 2123, 1012, 2203]
- notice-header: HUGH FRANCIS and M. SIMMONS, Attorneys, 1801 Dime Bank Building, Detroit, Michigan.: [822, 773, 1013, 794]
- notice-company: MICHIGAN LIFE INSURANCE CO.,: [822, 1403, 956, 1414]
- notice-number: 1548: [794, 1493, 810, 1503]
- notice-body: MORTGAGE SALE—DEFAULT having been made— for more than thirty days in the conditions of a certain mortgage made by Harold V. Kennedy and Helene J. Kennedy, his wife, to State Security and Realty Company, a Michigan corporation, dated the 17th day of January, A.D. 1925, and recorded in the office of the Register of Deeds for the County of Oakland and State of Michigan, on the 19th day of January, A.D. 1925, in Liber 347 of Mortgages, on pages 56-56; which mortgage was assigned by said State Security and Realty Company to Grange Life Insurance Company, a Michigan corporation, by assignment dated February 7-1925 and recorded in the office of the Register of Deeds for Oakland County on March 20-1925, in Liber 348 of Mortgages, page 317; which mortgage was assigned by said Grange Life Insurance Company to Michigan Life Insurance Company, a Michigan corporation, by assignment dated May 29-1930, and recorded in the office of the Register of Deeds for Oakland County on August 27-1930, in Volume 633 of Mortgages, pages 609-10, on which mortgage there is claimed to be due and unpaid at the date of this notice, for principal interest, taxes and insurance the sum of Three Thousand One Hundred Twenty-seven Dollars and Thirty cents ($3,127.30), and no suit or proceeding at law or in equity having been had or instituted to recover the debt secured by said mortgage, or any part thereof: Now, therefore, by virtue of the power of sale contained in said mortgage, and pursuant to the statute in such case made and provided, NOTICE IS HEREBY GIVEN, that on Tuesday the 4th day of August, A.D. 1936, at 12:00 o'clock noon, Eastern Standard Time, said mortgage will be foreclosed by a sale at public vendue to the highest bidder at the Easterly entrance to the Court House in the City of Pontiac, Oakland County, Michigan, (that being the place where the Circuit Court for the County of Oakland is held), of the premises described in said mortgage, or so much thereof as may be necessary to pay the amount due on said mortgage as aforesaid, with interest thereon and all legal costs, charges, and expenses, including the attorney fees allowed by law, and any sum or sums which may be paid by the undersigned mortgagee at or before said sale, necessary to protect its interest in the premises. Which premises are described as follows: Lands, premises and property situated in the Township of Royal Oak, County of Oakland and State of Michigan, described as follows, to-wit: "Lot numbered one hundred seventy-three (173) of Fordmount Park Subdivision of the southeast quarter of the southwest quarter and part of the west half of the southwest quarter of the southeast quarter of Section Twenty-six (26), Town one (1) north, Range eleven (11) east, Royal Oak Township, Oakland County, Michigan, according to the plat thereof recorded May 2, 1916, in Liber 13, page 32, plats, Oakland County Records. Said premises being on the east side of Leitch Road between Cherry and Orchard Streets. Together with the hereditaments and appurtenances thereof.": [418, 793, 608, 1393]
- notice-address1: 1801 Dime Bank Building,: [822, 2181, 916, 2192]
- notice-assignee2: Assignee of Mortgagee;: [840, 2171, 923, 2182]
- legal-notice: [822, 1493, 1012, 2217]
- notice-dated: Dated April 16-1936.: [620, 664, 694, 675]
- notice-lead: MORTGAGE SALE—DEFAULT having been made: [822, 793, 1012, 814]
- notice-lead: MORTGAGE SALE—DEFAULT having been made: [822, 1522, 1012, 1543]
- notice-address2: Detroit, Michigan.: [822, 2191, 886, 2202]
- legal-notice: [822, 765, 1012, 1489]
- legal-notice: [620, 1493, 810, 2217]
- notice-attorneys: Hugh Francis and M. Simmons,: [14, 2151, 124, 2162]
- notice-dated: Dated April 16-1936.: [418, 664, 492, 675]
- notice-attorneys: Hugh Francis and M. Simmons,: [14, 694, 124, 705]
- notice-address1: 1801 Dime Bank Building,: [620, 1452, 714, 1463]
- notice-company: MICHIGAN LIFE INSURANCE CO.,: [822, 674, 956, 685]
- notice-dates: May 7-July 30: [156, 746, 204, 756]
- notice-divider: [418, 759, 608, 760]
- notice-company: MICHIGAN LIFE INSURANCE CO.,: [216, 1403, 350, 1414]
- notice-number: 1599: [1199, 764, 1215, 774]
- notice-body: MORTGAGE SALE—DEFAULT having been made— for more than thirty days in the conditions of a certain mortgage made by Harold V. Kennedy and Helene J. Kennedy, his wife, to State Security and Realty Company, a Michigan corporation, dated the 17th day of January, A.D. 1925, and recorded in the office of the Register of Deeds for the County of Oakland and State of Michigan, on the 19th day of January, A.D. 1925, in Liber 347 of Mortgages, on pages 56-56; which mortgage was assigned by said State Security and Realty Company to Grange Life Insurance Company, a Michigan corporation, by assignment dated February 7-1925 and recorded in the office of the Register of Deeds for Oakland County on March 20-1925, in Liber 348 of Mortgages, page 317; which mortgage was assigned by said Grange Life Insurance Company to Michigan Life Insurance Company, a Michigan corporation, by assignment dated May 29-1930, and recorded in the office of the Register of Deeds for Oakland County on August 27-1930, in Volume 633 of Mortgages, pages 609-10, on which mortgage there is claimed to be due and unpaid at the date of this notice, for principal interest, taxes and insurance the sum of Three Thousand One Hundred Twenty-seven Dollars and Thirty cents ($3,127.30), and no suit or proceeding at law or in equity having been had or instituted to recover the debt secured by said mortgage, or any part thereof: Now, therefore, by virtue of the power of sale contained in said mortgage, and pursuant to the statute in such case made and provided, NOTICE IS HEREBY GIVEN, that on Tuesday the 4th day of August, A.D. 1936, at 12:00 o'clock noon, Eastern Standard Time, said mortgage will be foreclosed by a sale at public vendue to the highest bidder at the Easterly entrance to the Court House in the City of Pontiac, Oakland County, Michigan, (that being the place where the Circuit Court for the County of Oakland is held), of the premises described in said mortgage, or so much thereof as may be necessary to pay the amount due on said mortgage as aforesaid, with interest thereon and all legal costs, charges, and expenses, including the attorney fees allowed by law, and any sum or sums which may be paid by the undersigned mortgagee at or before said sale, necessary to protect its interest in the premises. Which premises are described as follows: Lands, premises and property situated in the Township of Royal Oak, County of Oakland and State of Michigan, described as follows, to-wit: "Lot numbered one hundred seventy-three (173) of Fordmount Park Subdivision of the southeast quarter of the southwest quarter and part of the west half of the southwest quarter of the southeast quarter of Section Twenty-six (26), Town one (1) north, Range eleven (11) east, Royal Oak Township, Oakland County, Michigan, according to the plat thereof recorded May 2, 1916, in Liber 13, page 32, plats, Oakland County Records. Said premises being on the east side of Leitch Road between Cherry and Orchard Streets. Together with the hereditaments and appurtenances thereof.": [14, 793, 204, 1393]
- legal-notice: [620, 36, 810, 760]
- notice-divider: [14, 1487, 204, 1488]
- notice-company: MICHIGAN LIFE INSURANCE CO.,: [620, 1403, 754, 1414]
- notice-attorneys-for: Attorneys for: [418, 1432, 465, 1443]
- notice-body: MORTGAGE SALE—DEFAULT having been made— for more than thirty days in the conditions of a certain mortgage made by Harold V. Kennedy and Helene J. Kennedy, his wife, to State Security and Realty Company, a Michigan corporation, dated the 17th day of January, A.D. 1925, and recorded in the office of the Register of Deeds for the County of Oakland and State of Michigan, on the 19th day of January, A.D. 1925, in Liber 347 of Mortgages, on pages 56-56; which mortgage was assigned by said State Security and Realty Company to Grange Life Insurance Company, a Michigan corporation, by assignment dated February 7-1925 and recorded in the office of the Register of Deeds for Oakland County on March 20-1925, in Liber 348 of Mortgages, page 317; which mortgage was assigned by said Grange Life Insurance Company to Michigan Life Insurance Company, a Michigan corporation, by assignment dated May 29-1930, and recorded in the office of the Register of Deeds for Oakland County on August 27-1930, in Volume 633 of Mortgages, pages 609-10, on which mortgage there is claimed to be due and unpaid at the date of this notice, for principal interest, taxes and insurance the sum of Three Thousand One Hundred Twenty-seven Dollars and Thirty cents ($3,127.30), and no suit or proceeding at law or in equity having been had or instituted to recover the debt secured by said mortgage, or any part thereof: Now, therefore, by virtue of the power of sale contained in said mortgage, and pursuant to the statute in such case made and provided, NOTICE IS HEREBY GIVEN, that on Tuesday the 4th day of August, A.D. 1936, at 12:00 o'clock noon, Eastern Standard Time, said mortgage will be foreclosed by a sale at public vendue to the highest bidder at the Easterly entrance to the Court House in the City of Pontiac, Oakland County, Michigan, (that being the place where the Circuit Court for the County of Oakland is held), of the premises described in said mortgage, or so much thereof as may be necessary to pay the amount due on said mortgage as aforesaid, with interest thereon and all legal costs, charges, and expenses, including the attorney fees allowed by law, and any sum or sums which may be paid by the undersigned mortgagee at or before said sale, necessary to protect its interest in the premises. Which premises are described as follows: Lands, premises and property situated in the Township of Royal Oak, County of Oakland and State of Michigan, described as follows, to-wit: "Lot numbered one hundred seventy-three (173) of Fordmount Park Subdivision of the southeast quarter of the southwest quarter and part of the west half of the southwest quarter of the southeast quarter of Section Twenty-six (26), Town one (1) north, Range eleven (11) east, Royal Oak Township, Oakland County, Michigan, according to the plat thereof recorded May 2, 1916, in Liber 13, page 32, plats, Oakland County Records. Said premises being on the east side of Leitch Road between Cherry and Orchard Streets. Together with the hereditaments and appurtenances thereof.": [1024, 65, 1215, 664]
- notice-address1: 1801 Dime Bank Building,: [216, 724, 310, 735]
- notice-attorneys: Hugh Francis and M. Simmons,: [822, 1423, 932, 1434]
- notice-assignee2: Assignee of Mortgagee;: [638, 2171, 721, 2182]
- notice-body: MORTGAGE SALE—DEFAULT having been made— for more than thirty days in the conditions of a certain mortgage made by Harold V. Kennedy and Helene J. Kennedy, his wife, to State Security and Realty Company, a Michigan corporation, dated the 17th day of January, A.D. 1925, and recorded in the office of the Register of Deeds for the County of Oakland and State of Michigan, on the 19th day of January, A.D. 1925, in Liber 347 of Mortgages, on pages 56-56; which mortgage was assigned by said State Security and Realty Company to Grange Life Insurance Company, a Michigan corporation, by assignment dated February 7-1925 and recorded in the office of the Register of Deeds for Oakland County on March 20-1925, in Liber 348 of Mortgages, page 317; which mortgage was assigned by said Grange Life Insurance Company to Michigan Life Insurance Company, a Michigan corporation, by assignment dated May 29-1930, and recorded in the office of the Register of Deeds for Oakland County on August 27-1930, in Volume 633 of Mortgages, pages 609-10, on which mortgage there is claimed to be due and unpaid at the date of this notice, for principal interest, taxes and insurance the sum of Three Thousand One Hundred Twenty-seven Dollars and Thirty cents ($3,127.30), and no suit or proceeding at law or in equity having been had or instituted to recover the debt secured by said mortgage, or any part thereof: Now, therefore, by virtue of the power of sale contained in said mortgage, and pursuant to the statute in such case made and provided, NOTICE IS HEREBY GIVEN, that on Tuesday the 4th day of August, A.D. 1936, at 12:00 o'clock noon, Eastern Standard Time, said mortgage will be foreclosed by a sale at public vendue to the highest bidder at the Easterly entrance to the Court House in the City of Pontiac, Oakland County, Michigan, (that being the place where the Circuit Court for the County of Oakland is held), of the premises described in said mortgage, or so much thereof as may be necessary to pay the amount due on said mortgage as aforesaid, with interest thereon and all legal costs, charges, and expenses, including the attorney fees allowed by law, and any sum or sums which may be paid by the undersigned mortgagee at or before said sale, necessary to protect its interest in the premises. Which premises are described as follows: Lands, premises and property situated in the Township of Royal Oak, County of Oakland and State of Michigan, described as follows, to-wit: "Lot numbered one hundred seventy-three (173) of Fordmount Park Subdivision of the southeast quarter of the southwest quarter and part of the west half of the southwest quarter of the southeast quarter of Section Twenty-six (26), Town one (1) north, Range eleven (11) east, Royal Oak Township, Oakland County, Michigan, according to the plat thereof recorded May 2, 1916, in Liber 13, page 32, plats, Oakland County Records. Said premises being on the east side of Leitch Road between Cherry and Orchard Streets. Together with the hereditaments and appurtenances thereof.": [620, 1522, 810, 2121]
- legal-notice: [14, 36, 204, 760]
- notice-header: HUGH FRANCIS and M. SIMMONS, Attorneys, 1801 Dime Bank Building, Detroit, Michigan.: [620, 1502, 811, 1523]
- notice-dated: Dated April 16-1936.: [216, 664, 290, 675]
- notice-attorneys: Hugh Francis and M. Simmons,: [620, 694, 730, 705]
- notice-dated: Dated April 16-1936.: [822, 1393, 896, 1404]
- legal-notice: [418, 36, 608, 760]
- column-1: [14, 36, 210, 2213]
- notice-attorneys: Hugh Francis and M. Simmons,: [822, 694, 932, 705]
- notice-signature: [418, 666, 608, 746]
- notice-dates: May 7-July 30: [964, 2203, 1012, 2213]
- notice-assignee2: Assignee of Mortgagee;: [234, 1442, 317, 1453]
